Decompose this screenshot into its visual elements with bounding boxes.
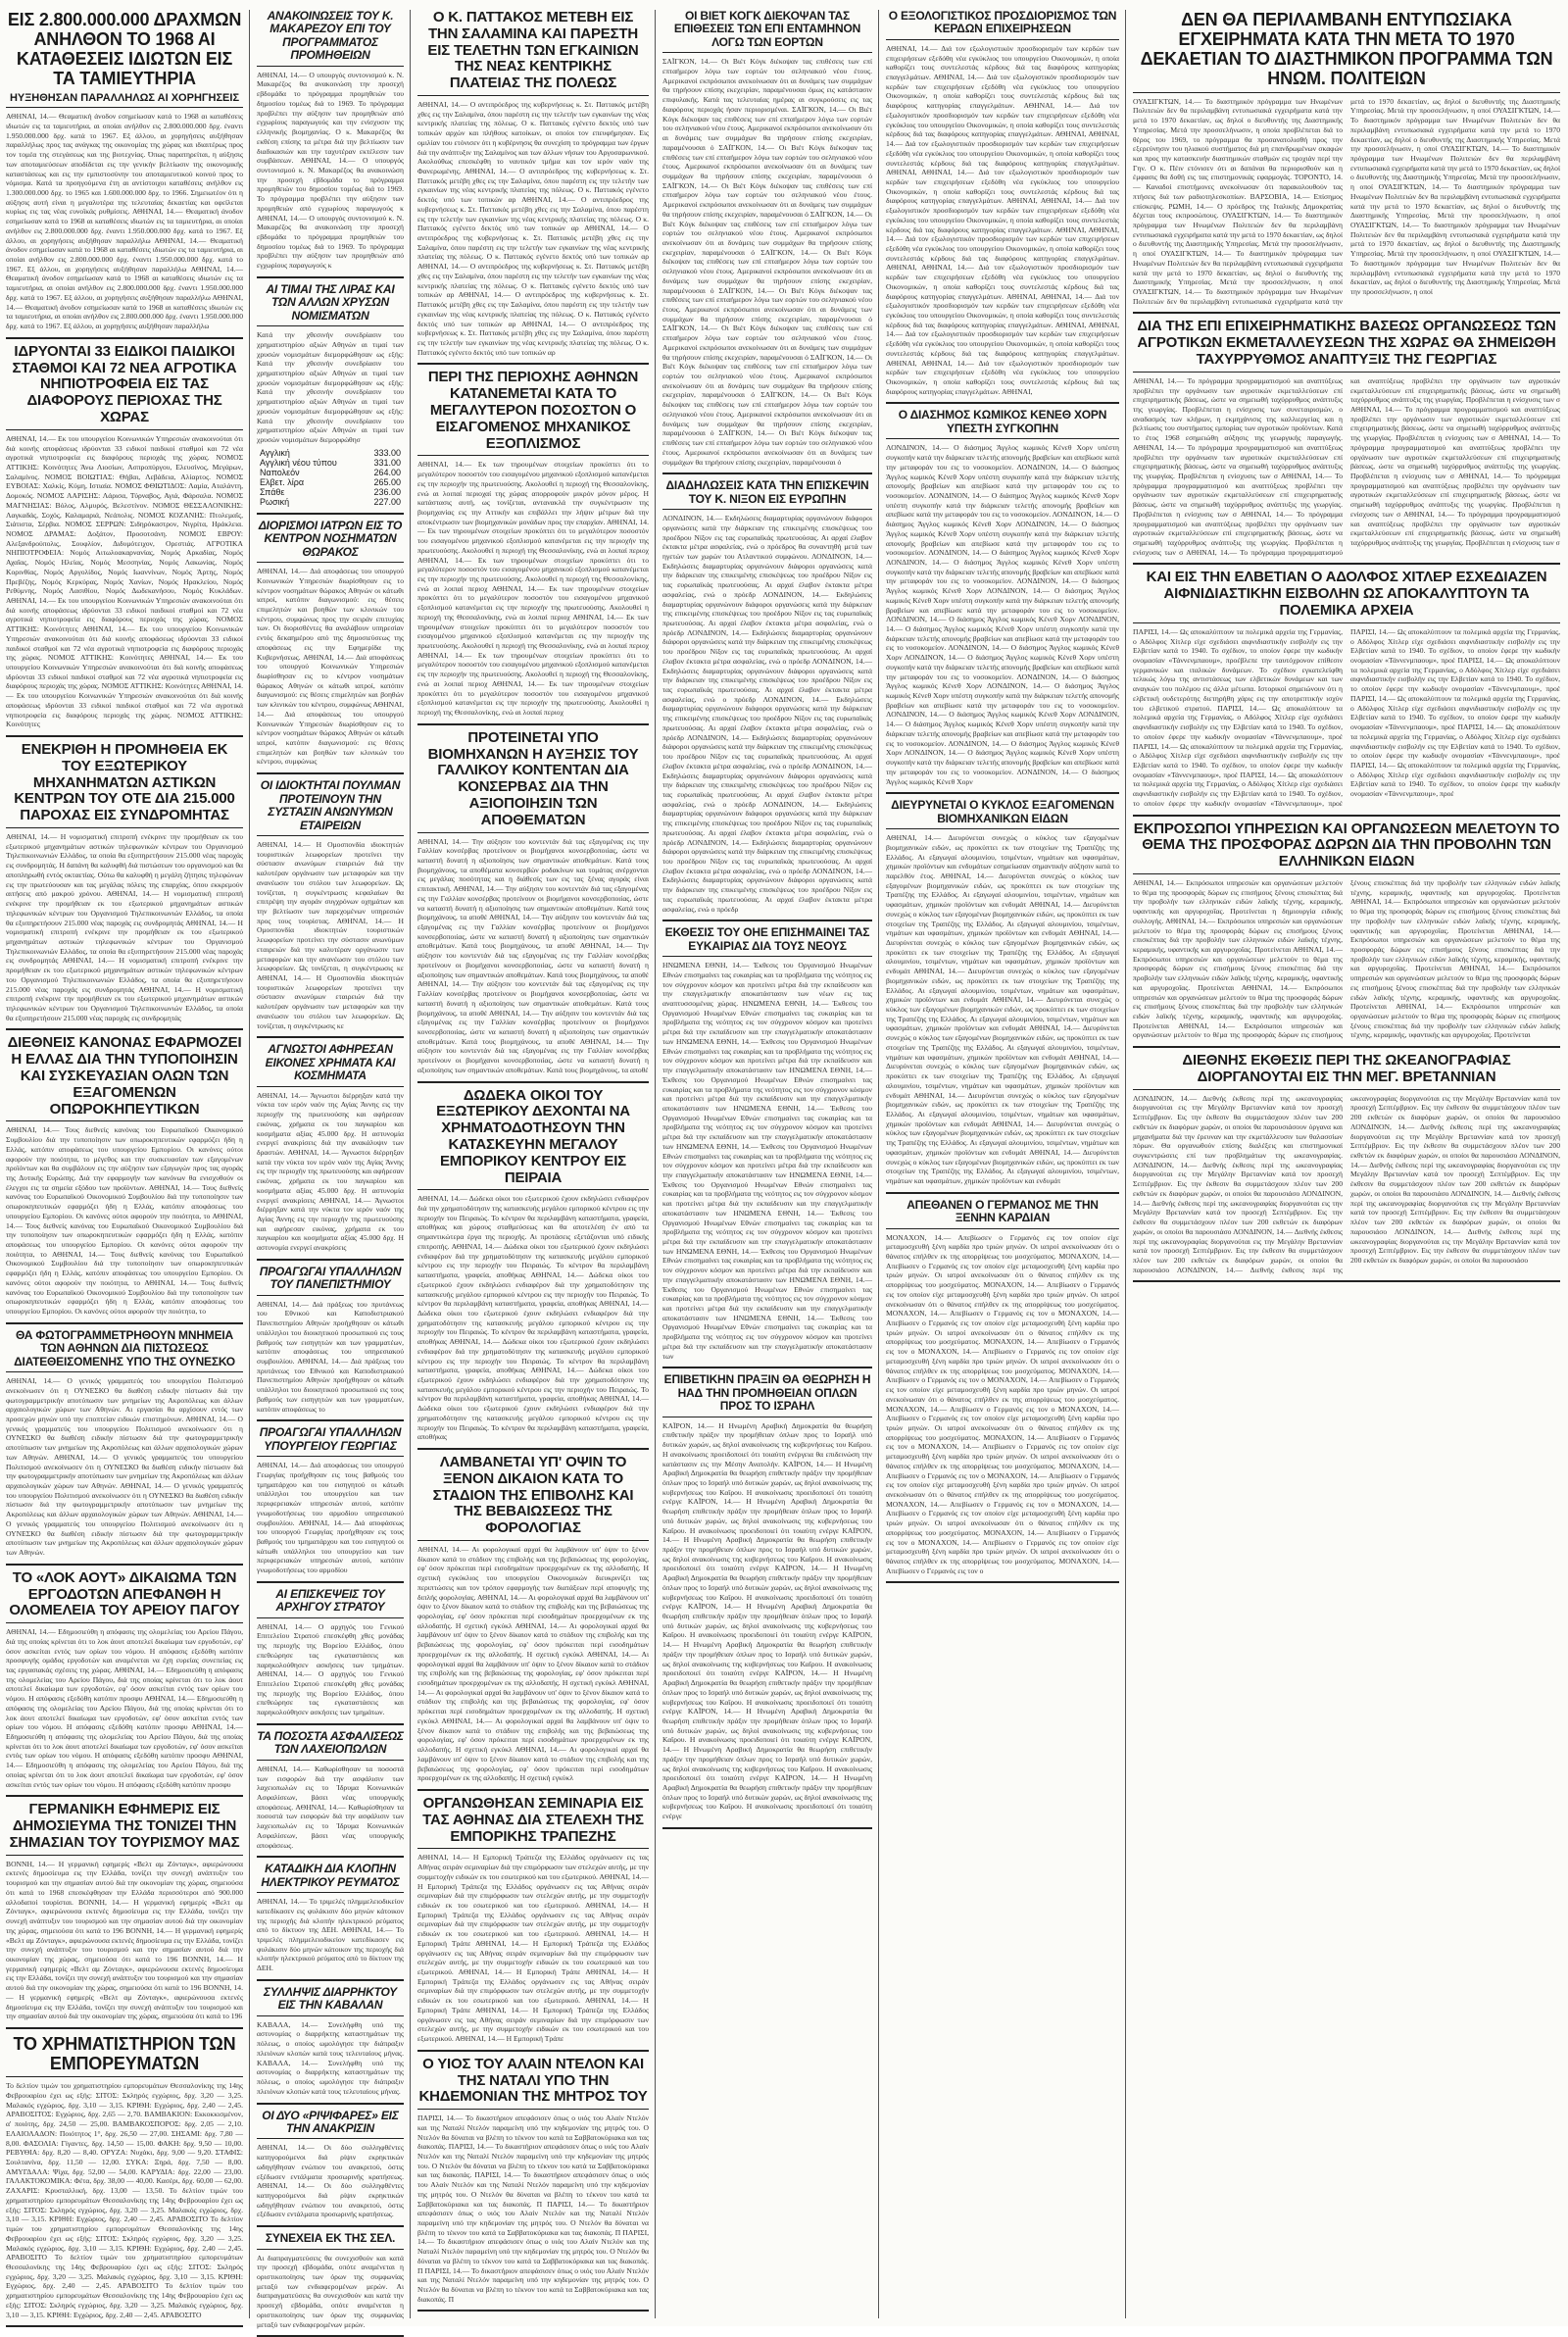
- news-article: [6, 2034, 243, 2319]
- article-separator: [6, 2027, 243, 2029]
- news-article: [257, 1426, 404, 1575]
- news-article: [257, 1986, 404, 2097]
- article-body: ΟΥΑΣΙΓΚΤΩΝ, 14.— Το διαστημικόν πρόγραμμα των Ηνωμένων Πολιτειών δεν θα περιλαμβάνη εντυπωσιακά εγχειρήματα κατά την μετά το 1970 δεκαετίαν, ως δηλοί ο διευθυντής της Διαστημικής Υπηρεσίας. Μετά την προσσελήνωσιν, η οποία προβλέπεται διά το θέρος του 1969, το πρόγραμμα θα προσανατολισθή προς την εξερεύνησιν του ηλιακού συστήματος διά μη επανδρωμένων σκαφών και προς την κατασκευήν διαστημικών σταθμών εις τροχιάν περί την Γην. Ο κ. Πέιν ετόνισεν ότι αι δαπάναι θα περιορισθούν και η έμφασις θα δοθή εις τας επιστημονικάς εφαρμογάς. ΤΟΡΟΝΤΟ, 14.— Καναδοί επιστήμονες ανεκοίνωσαν ότι παρακολουθούν τας πτήσεις διά των ραδιοτηλεσκοπίων. ΒΑΡΣΟΒΙΑ, 14.— Επίσημος επίσκεψις. ΡΩΜΗ, 14.— Ο πρόεδρος της Ιταλικής Δημοκρατίας δέχεται τους εκπροσώπους. ΟΥΑΣΙΓΚΤΩΝ, 14.— Το διαστημικόν πρόγραμμα των Ηνωμένων Πολιτειών δεν θα περιλαμβάνη εντυπωσιακά εγχειρήματα κατά την μετά το 1970 δεκαετίαν, ως δηλοί ο διευθυντής της Διαστημικής Υπηρεσίας. Μετά την προσσελήνωσιν, η οποί ΟΥΑΣΙΓΚΤΩΝ, 14.— Το διαστημικόν πρόγραμμα των Ηνωμένων Πολιτειών δεν θα περιλαμβάνη εντυπωσιακά εγχειρήματα κατά την μετά το 1970 δεκαετίαν, ως δηλοί ο διευθυντής της Διαστημικής Υπηρεσίας. Μετά την προσσελήνωσιν, η οποί ΟΥΑΣΙΓΚΤΩΝ, 14.— Το διαστημικόν πρόγραμμα των Ηνωμένων Πολιτειών δεν θα περιλαμβάνη εντυπωσιακά εγχειρήματα κατά την μετά το 1970 δεκαετίαν, ως δηλοί ο διευθυντής της Διαστημικής Υπηρεσίας. Μετά την προσσελήνωσιν, η οποί ΟΥΑΣΙΓΚΤΩΝ, 14.— Το διαστημικόν πρόγραμμα των Ηνωμένων Πολιτειών δεν θα περιλαμβάνη εντυπωσιακά εγχειρήματα κατά την μετά το 1970 δεκαετίαν, ως δηλοί ο διευθυντής της Διαστημικής Υπηρεσίας. Μετά την προσσελήνωσιν, η οποί ΟΥΑΣΙΓΚΤΩΝ, 14.— Το διαστημικόν πρόγραμμα των Ηνωμένων Πολιτειών δεν θα περιλαμβάνη εντυπωσιακά εγχειρήματα κατά την μετά το 1970 δεκαετίαν, ως δηλοί ο διευθυντής της Διαστημικής Υπηρεσίας. Μετά την προσσελήνωσιν, η οποί ΟΥΑΣΙΓΚΤΩΝ, 14.— Το διαστημικόν πρόγραμμα των Ηνωμένων Πολιτειών δεν θα περιλαμβάνη εντυπωσιακά εγχειρήματα κατά την μετά το 1970 δεκαετίαν, ως δηλοί ο διευθυντής της Διαστημικής Υπηρεσίας. Μετά την προσσελήνωσιν, η οποί ΟΥΑΣΙΓΚΤΩΝ, 14.— Το διαστημικόν πρόγραμμα των Ηνωμένων Πολιτειών δεν θα περιλαμβάνη εντυπωσιακά εγχειρήματα κατά την μετά το 1970 δεκαετίαν, ως δηλοί ο διευθυντής της Διαστημικής Υπηρεσίας. Μετά την προσσελήνωσιν, η οποί ΟΥΑΣΙΓΚΤΩΝ, 14.— Το διαστημικόν πρόγραμμα των Ηνωμένων Πολιτειών δεν θα περιλαμβάνη εντυπωσιακά εγχειρήματα κατά την μετά το 1970 δεκαετίαν, ως δηλοί ο διευθυντής της Διαστημικής Υπηρεσίας. Μετά την προσσελήνωσιν, η οποί: [1133, 96, 1560, 306]
- news-article: [257, 1730, 404, 1850]
- article-headline: ΔΙΑ ΤΗΣ ΕΠΙ ΕΠΙΧΕΙΡΗΜΑΤΙΚΗΣ ΒΑΣΕΩΣ ΟΡΓΑΝΩΣΕΩΣ ΤΩΝ ΑΓΡΟΤΙΚΩΝ ΕΚΜΕΤΑΛΛΕΥΣΕΩΝ ΤΗΣ ΧΩΡΑΣ ΘΑ ΣΗΜΕΙΩΘΗ ΤΑΧΥΡΡΥΘΜΟΣ ΑΝΑΠΤΥΞΙΣ ΤΗΣ ΓΕΩΡΓΙΑΣ: [1137, 318, 1556, 369]
- headline-rule: [257, 66, 404, 67]
- article-body: ΑΘΗΝΑΙ, 14.— Δώδεκα οίκοι του εξωτερικού έχουν εκδηλώσει ενδιαφέρον διά την χρηματοδότησιν της κατασκευής μεγάλου εμπορικού κέντρου εις την περιοχήν του Πειραιώς. Το κέντρον θα περιλαμβάνη καταστήματα, γραφεία, αποθήκας και χώρους σταθμεύσεως και θα αποτελέση έν από τα σημαντικώτερα έργα της περιοχής. Αι προτάσεις εξετάζονται υπό ειδικής επιτροπής. ΑΘΗΝΑΙ, 14.— Δώδεκα οίκοι του εξωτερικού έχουν εκδηλώσει ενδιαφέρον διά την χρηματοδότησιν της κατασκευής μεγάλου εμπορικού κέντρου εις την περιοχήν του Πειραιώς. Το κέντρον θα περιλαμβάνη καταστήματα, γραφεία, αποθήκας ΑΘΗΝΑΙ, 14.— Δώδεκα οίκοι του εξωτερικού έχουν εκδηλώσει ενδιαφέρον διά την χρηματοδότησιν της κατασκευής μεγάλου εμπορικού κέντρου εις την περιοχήν του Πειραιώς. Το κέντρον θα περιλαμβάνη καταστήματα, γραφεία, αποθήκας ΑΘΗΝΑΙ, 14.— Δώδεκα οίκοι του εξωτερικού έχουν εκδηλώσει ενδιαφέρον διά την χρηματοδότησιν της κατασκευής μεγάλου εμπορικού κέντρου εις την περιοχήν του Πειραιώς. Το κέντρον θα περιλαμβάνη καταστήματα, γραφεία, αποθήκας ΑΘΗΝΑΙ, 14.— Δώδεκα οίκοι του εξωτερικού έχουν εκδηλώσει ενδιαφέρον διά την χρηματοδότησιν της κατασκευής μεγάλου εμπορικού κέντρου εις την περιοχήν του Πειραιώς. Το κέντρον θα περιλαμβάνη καταστήματα, γραφεία, αποθήκας ΑΘΗΝΑΙ, 14.— Δώδεκα οίκοι του εξωτερικού έχουν εκδηλώσει ενδιαφέρον διά την χρηματοδότησιν της κατασκευής μεγάλου εμπορικού κέντρου εις την περιοχήν του Πειραιώς. Το κέντρον θα περιλαμβάνη καταστήματα, γραφεία, αποθήκας ΑΘΗΝΑΙ, 14.— Δώδεκα οίκοι του εξωτερικού έχουν εκδηλώσει ενδιαφέρον διά την χρηματοδότησιν της κατασκευής μεγάλου εμπορικού κέντρου εις την περιοχήν του Πειραιώς. Το κέντρον θα περιλαμβάνη καταστήματα, γραφεία, αποθήκας: [417, 1194, 649, 1442]
- article-body: ΜΟΝΑΧΟΝ, 14.— Απεβίωσεν ο Γερμανός εις τον οποίον είχε μεταμοσχευθή ξένη καρδία προ τριών μηνών. Οι ιατροί ανεκοίνωσαν ότι ο θάνατος επήλθεν εκ της απορρίψεως του μοσχεύματος. ΜΟΝΑΧΟΝ, 14.— Απεβίωσεν ο Γερμανός εις τον οποίον είχε μεταμοσχευθή ξένη καρδία προ τριών μηνών. Οι ιατροί ανεκοίνωσαν ότι ο θάνατος επήλθεν εκ της απορρίψεως του μοσχεύματος. ΜΟΝΑΧΟΝ, 14.— Απεβίωσεν ο Γερμανός εις τον οποίον είχε μεταμοσχευθή ξένη καρδία προ τριών μηνών. Οι ιατροί ανεκοίνωσαν ότι ο θάνατος επήλθεν εκ της απορρίψεως του μοσχεύματος. ΜΟΝΑΧΟΝ, 14.— Απεβίωσεν ο Γερμανός εις τον ο ΜΟΝΑΧΟΝ, 14.— Απεβίωσεν ο Γερμανός εις τον οποίον είχε μεταμοσχευθή ξένη καρδία προ τριών μηνών. Οι ιατροί ανεκοίνωσαν ότι ο θάνατος επήλθεν εκ της απορρίψεως του μοσχεύματος. ΜΟΝΑΧΟΝ, 14.— Απεβίωσεν ο Γερμανός εις τον ο ΜΟΝΑΧΟΝ, 14.— Απεβίωσεν ο Γερμανός εις τον οποίον είχε μεταμοσχευθή ξένη καρδία προ τριών μηνών. Οι ιατροί ανεκοίνωσαν ότι ο θάνατος επήλθεν εκ της απορρίψεως του μοσχεύματος. ΜΟΝΑΧΟΝ, 14.— Απεβίωσεν ο Γερμανός εις τον ο ΜΟΝΑΧΟΝ, 14.— Απεβίωσεν ο Γερμανός εις τον οποίον είχε μεταμοσχευθή ξένη καρδία προ τριών μηνών. Οι ιατροί ανεκοίνωσαν ότι ο θάνατος επήλθεν εκ της απορρίψεως του μοσχεύματος. ΜΟΝΑΧΟΝ, 14.— Απεβίωσεν ο Γερμανός εις τον ο ΜΟΝΑΧΟΝ, 14.— Απεβίωσεν ο Γερμανός εις τον οποίον είχε μεταμοσχευθή ξένη καρδία προ τριών μηνών. Οι ιατροί ανεκοίνωσαν ότι ο θάνατος επήλθεν εκ της απορρίψεως του μοσχεύματος. ΜΟΝΑΧΟΝ, 14.— Απεβίωσεν ο Γερμανός εις τον ο ΜΟΝΑΧΟΝ, 14.— Απεβίωσεν ο Γερμανός εις τον οποίον είχε μεταμοσχευθή ξένη καρδία προ τριών μηνών. Οι ιατροί ανεκοίνωσαν ότι ο θάνατος επήλθεν εκ της απορρίψεως του μοσχεύματος. ΜΟΝΑΧΟΝ, 14.— Απεβίωσεν ο Γερμανός εις τον ο ΜΟΝΑΧΟΝ, 14.— Απεβίωσεν ο Γερμανός εις τον οποίον είχε μεταμοσχευθή ξένη καρδία προ τριών μηνών. Οι ιατροί ανεκοίνωσαν ότι ο θάνατος επήλθεν εκ της απορρίψεως του μοσχεύματος. ΜΟΝΑΧΟΝ, 14.— Απεβίωσεν ο Γερμανός εις τον ο ΜΟΝΑΧΟΝ, 14.— Απεβίωσεν ο Γερμανός εις τον οποίον είχε μεταμοσχευθή ξένη καρδία προ τριών μηνών. Οι ιατροί ανεκοίνωσαν ότι ο θάνατος επήλθεν εκ της απορρίψεως του μοσχεύματος. ΜΟΝΑΧΟΝ, 14.— Απεβίωσεν ο Γερμανός εις τον ο ΜΟΝΑΧΟΝ, 14.— Απεβίωσεν ο Γερμανός εις τον οποίον είχε μεταμοσχευθή ξένη καρδία προ τριών μηνών. Οι ιατροί ανεκοίνωσαν ότι ο θάνατος επήλθεν εκ της απορρίψεως του μοσχεύματος. ΜΟΝΑΧΟΝ, 14.— Απεβίωσεν ο Γερμανός εις τον ο: [886, 1232, 1119, 1575]
- article-headline: ΕΠΙΒΕΤΙΚΗΝ ΠΡΑΞΙΝ ΘΑ ΘΕΩΡΗΣΗ Η ΗΑΔ ΤΗΝ ΠΡΟΜΗΘΕΙΑΝ ΟΠΛΩΝ ΠΡΟΣ ΤΟ ΙΣΡΑΗΛ: [663, 1372, 871, 1414]
- article-headline: ΕΝΕΚΡΙΘΗ Η ΠΡΟΜΗΘΕΙΑ ΕΚ ΤΟΥ ΕΞΩΤΕΡΙΚΟΥ ΜΗΧΑΝΗΜΑΤΩΝ ΑΣΤΙΚΩΝ ΚΕΝΤΡΩΝ ΤΟΥ ΟΤΕ ΔΙΑ 215.000 ΠΑΡΟΧΑΣ ΕΙΣ ΣΥΝΔΡΟΜΗΤΑΣ: [14, 741, 235, 824]
- article-body: Κατά την χθεσινήν συνεδρίασιν του χρηματιστηρίου αξιών Αθηνών αι τιμαί των χρυσών νομισμάτων διεμορφώθησαν ως εξής: Κατά την χθεσινήν συνεδρίασιν του χρηματιστηρίου αξιών Αθηνών αι τιμαί των χρυσών νομισμάτων διεμορφώθησαν ως εξής: Κατά την χθεσινήν συνεδρίασιν του χρηματιστηρίου αξιών Αθηνών αι τιμαί των χρυσών νομισμάτων διεμορφώθησαν ως εξής: Κατά την χθεσινήν συνεδρίασιν του χρηματιστηρίου αξιών Αθηνών αι τιμαί των χρυσών νομισμάτων διεμορφώθησ: [257, 330, 404, 445]
- headline-rule: [257, 2015, 404, 2016]
- article-body: ΑΘΗΝΑΙ, 14.— Ο αντιπρόεδρος της κυβερνήσεως κ. Στ. Παττακός μετέβη χθες εις την Σαλαμίνα, όπου παρέστη εις την τελετήν των εγκαινίων της νέας κεντρικής πλατείας της πόλεως. Ο κ. Παττακός εγένετο δεκτός υπό των τοπικών αρχών και πλήθους κατοίκων, οι οποίοι τον επευφήμησαν. Εις ομιλίαν του ετόνισεν ότι η κυβέρνησις θα συνεχίση το πρόγραμμα των έργων διά την ανάπτυξιν της Σαλαμίνος και των άλλων νήσων του Αργοσαρωνικού. Ακολούθως επεσκέφθη το ναυτικόν τμήμα και τον ιερόν ναόν της Φανερωμένης. ΑΘΗΝΑΙ, 14.— Ο αντιπρόεδρος της κυβερνήσεως κ. Στ. Παττακός μετέβη χθες εις την Σαλαμίνα, όπου παρέστη εις την τελετήν των εγκαινίων της νέας κεντρικής πλατείας της πόλεως. Ο κ. Παττακός εγένετο δεκτός υπό των τοπικών αρ ΑΘΗΝΑΙ, 14.— Ο αντιπρόεδρος της κυβερνήσεως κ. Στ. Παττακός μετέβη χθες εις την Σαλαμίνα, όπου παρέστη εις την τελετήν των εγκαινίων της νέας κεντρικής πλατείας της πόλεως. Ο κ. Παττακός εγένετο δεκτός υπό των τοπικών αρ ΑΘΗΝΑΙ, 14.— Ο αντιπρόεδρος της κυβερνήσεως κ. Στ. Παττακός μετέβη χθες εις την Σαλαμίνα, όπου παρέστη εις την τελετήν των εγκαινίων της νέας κεντρικής πλατείας της πόλεως. Ο κ. Παττακός εγένετο δεκτός υπό των τοπικών αρ ΑΘΗΝΑΙ, 14.— Ο αντιπρόεδρος της κυβερνήσεως κ. Στ. Παττακός μετέβη χθες εις την Σαλαμίνα, όπου παρέστη εις την τελετήν των εγκαινίων της νέας κεντρικής πλατείας της πόλεως. Ο κ. Παττακός εγένετο δεκτός υπό των τοπικών αρ ΑΘΗΝΑΙ, 14.— Ο αντιπρόεδρος της κυβερνήσεως κ. Στ. Παττακός μετέβη χθες εις την Σαλαμίνα, όπου παρέστη εις την τελετήν των εγκαινίων της νέας κεντρικής πλατείας της πόλεως. Ο κ. Παττακός εγένετο δεκτός υπό των τοπικών αρ ΑΘΗΝΑΙ, 14.— Ο αντιπρόεδρος της κυβερνήσεως κ. Στ. Παττακός μετέβη χθες εις την Σαλαμίνα, όπου παρέστη εις την τελετήν των εγκαινίων της νέας κεντρικής πλατείας της πόλεως. Ο κ. Παττακός εγένετο δεκτός υπό των τοπικών αρ: [417, 99, 649, 357]
- column-6: [1133, 10, 1560, 2318]
- article-body: ΑΘΗΝΑΙ, 14.— Το πρόγραμμα προγραμματισμού και αναπτύξεως προβλέπει την οργάνωσιν των αγροτικών εκμεταλλεύσεων επί επιχειρηματικής βάσεως, ώστε να σημειωθή ταχύρρυθμος ανάπτυξις της γεωργίας. Προβλέπεται η ενίσχυσις των συνεταιρισμών, ο αναδασμός των κλήρων, η εκμηχάνισις της καλλιεργείας και η βελτίωσις του συστήματος εμπορίας των αγροτικών προϊόντων. Κατά το έτος 1968 εσημειώθη αύξησις της γεωργικής παραγωγής. ΑΘΗΝΑΙ, 14.— Το πρόγραμμα προγραμματισμού και αναπτύξεως προβλέπει την οργάνωσιν των αγροτικών εκμεταλλεύσεων επί επιχειρηματικής βάσεως, ώστε να σημειωθή ταχύρρυθμος ανάπτυξις της γεωργίας. Προβλέπεται η ενίσχυσις των σ ΑΘΗΝΑΙ, 14.— Το πρόγραμμα προγραμματισμού και αναπτύξεως προβλέπει την οργάνωσιν των αγροτικών εκμεταλλεύσεων επί επιχειρηματικής βάσεως, ώστε να σημειωθή ταχύρρυθμος ανάπτυξις της γεωργίας. Προβλέπεται η ενίσχυσις των σ ΑΘΗΝΑΙ, 14.— Το πρόγραμμα προγραμματισμού και αναπτύξεως προβλέπει την οργάνωσιν των αγροτικών εκμεταλλεύσεων επί επιχειρηματικής βάσεως, ώστε να σημειωθή ταχύρρυθμος ανάπτυξις της γεωργίας. Προβλέπεται η ενίσχυσις των σ ΑΘΗΝΑΙ, 14.— Το πρόγραμμα προγραμματισμού και αναπτύξεως προβλέπει την οργάνωσιν των αγροτικών εκμεταλλεύσεων επί επιχειρηματικής βάσεως, ώστε να σημειωθή ταχύρρυθμος ανάπτυξις της γεωργίας. Προβλέπεται η ενίσχυσις των σ ΑΘΗΝΑΙ, 14.— Το πρόγραμμα προγραμματισμού και αναπτύξεως προβλέπει την οργάνωσιν των αγροτικών εκμεταλλεύσεων επί επιχειρηματικής βάσεως, ώστε να σημειωθή ταχύρρυθμος ανάπτυξις της γεωργίας. Προβλέπεται η ενίσχυσις των σ ΑΘΗΝΑΙ, 14.— Το πρόγραμμα προγραμματισμού και αναπτύξεως προβλέπει την οργάνωσιν των αγροτικών εκμεταλλεύσεων επί επιχειρηματικής βάσεως, ώστε να σημειωθή ταχύρρυθμος ανάπτυξις της γεωργίας. Προβλέπεται η ενίσχυσις των σ ΑΘΗΝΑΙ, 14.— Το πρόγραμμα προγραμματισμού και αναπτύξεως προβλέπει την οργάνωσιν των αγροτικών εκμεταλλεύσεων επί επιχειρηματικής βάσεως, ώστε να σημειωθή ταχύρρυθμος ανάπτυξις της γεωργίας. Προβλέπεται η ενίσχυσις των σ ΑΘΗΝΑΙ, 14.— Το πρόγραμμα προγραμματισμού και αναπτύξεως προβλέπει την οργάνωσιν των αγροτικών εκμεταλλεύσεων επί επιχειρηματικής βάσεως, ώστε να σημειωθή ταχύρρυθμος ανάπτυξις της γεωργίας. Προβλέπεται η ενίσχυσις των σ: [1133, 375, 1560, 557]
- article-separator: [662, 1367, 872, 1368]
- headline-rule: [257, 1617, 404, 1618]
- article-separator: [6, 2325, 243, 2327]
- news-article: [257, 2232, 404, 2329]
- article-body: ΑΘΗΝΑΙ, 14.— Διά αποφάσεως του υπουργού Κοινωνικών Υπηρεσιών διωρίσθησαν εις το κέντρον νοσημάτων θώρακος Αθηνών οι κάτωθι ιατροί, κατόπιν διαγωνισμού: εις θέσεις επιμελητών και βοηθών των κλινικών του κέντρου, συμφώνως προς την σειράν επιτυχίας των. Οι διορισθέντες θα αναλάβουν υπηρεσίαν εντός δεκαημέρου από της δημοσιεύσεως της αποφάσεως εις την Εφημερίδα της Κυβερνήσεως. ΑΘΗΝΑΙ, 14.— Διά αποφάσεως του υπουργού Κοινωνικών Υπηρεσιών διωρίσθησαν εις το κέντρον νοσημάτων θώρακος Αθηνών οι κάτωθι ιατροί, κατόπιν διαγωνισμού: εις θέσεις επιμελητών και βοηθών των κλινικών του κέντρου, συμφώνως ΑΘΗΝΑΙ, 14.— Διά αποφάσεως του υπουργού Κοινωνικών Υπηρεσιών διωρίσθησαν εις το κέντρον νοσημάτων θώρακος Αθηνών οι κάτωθι ιατροί, κατόπιν διαγωνισμού: εις θέσεις επιμελητών και βοηθών των κλινικών του κέντρου, συμφώνως: [257, 567, 404, 767]
- article-headline: ΟΡΓΑΝΩΘΗΣΑΝ ΣΕΜΙΝΑΡΙΑ ΕΙΣ ΤΑΣ ΑΘΗΝΑΣ ΔΙΑ ΣΤΕΛΕΧΗ ΤΗΣ ΕΜΠΟΡΙΚΗΣ ΤΡΑΠΕΖΗΣ: [422, 1794, 644, 1845]
- headline-rule: [257, 1295, 404, 1296]
- headline-rule: [886, 828, 1119, 829]
- article-separator: [6, 1564, 243, 1566]
- article-headline: Ο Κ. ΠΑΤΤΑΚΟΣ ΜΕΤΕΒΗ ΕΙΣ ΤΗΝ ΣΑΛΑΜΙΝΑ ΚΑΙ ΠΑΡΕΣΤΗ ΕΙΣ ΤΕΛΕΤΗΝ ΤΩΝ ΕΓΚΑΙΝΙΩΝ ΤΗΣ ΝΕΑΣ ΚΕΝΤΡΙΚΗΣ ΠΛΑΤΕΙΑΣ ΤΗΣ ΠΟΛΕΩΣ: [427, 9, 639, 92]
- article-body: ΑΘΗΝΑΙ, 14.— Άγνωστοι διέρρηξαν κατά την νύκτα τον ιερόν ναόν της Αγίας Άννης εις την περιοχήν της πρωτευούσης και αφήρεσαν εικόνας, χρήματα εκ του παγκαρίου και κοσμήματα αξίας 45.000 δρχ. Η αστυνομία ενεργεί ανακρίσεις διά την ανακάλυψιν των δραστών. ΑΘΗΝΑΙ, 14.— Άγνωστοι διέρρηξαν κατά την νύκτα τον ιερόν ναόν της Αγίας Άννης εις την περιοχήν της πρωτευούσης και αφήρεσαν εικόνας, χρήματα εκ του παγκαρίου και κοσμήματα αξίας 45.000 δρχ. Η αστυνομία ενεργεί ανακρίσεις ΑΘΗΝΑΙ, 14.— Άγνωστοι διέρρηξαν κατά την νύκτα τον ιερόν ναόν της Αγίας Άννης εις την περιοχήν της πρωτευούσης και αφήρεσαν εικόνας, χρήματα εκ του παγκαρίου και κοσμήματα αξίας 45.000 δρχ. Η αστυνομία ενεργεί ανακρίσεις: [257, 1090, 404, 1253]
- article-separator: [886, 1192, 1119, 1194]
- article-headline: ΕΙΣ 2.800.000.000 ΔΡΑΧΜΩΝ ΑΝΗΛΘΟΝ ΤΟ 1968 ΑΙ ΚΑΤΑΘΕΣΕΙΣ ΙΔΙΩΤΩΝ ΕΙΣ ΤΑ ΤΑΜΙΕΥΤΗΡΙΑ: [7, 10, 242, 89]
- article-separator: [662, 920, 872, 921]
- article-headline: ΤΟ «ΛΟΚ ΑΟΥΤ» ΔΙΚΑΙΩΜΑ ΤΩΝ ΕΡΓΟΔΟΤΩΝ ΑΠΕΦΑΝΘΗ Η ΟΛΟΜΕΛΕΙΑ ΤΟΥ ΑΡΕΙΟΥ ΠΑΓΟΥ: [9, 1568, 240, 1619]
- article-headline: ΑΙ ΤΙΜΑΙ ΤΗΣ ΛΙΡΑΣ ΚΑΙ ΤΩΝ ΑΛΛΩΝ ΧΡΥΣΩΝ ΝΟΜΙΣΜΑΤΩΝ: [266, 281, 395, 323]
- coin-price: 333.00: [373, 447, 401, 458]
- article-body: ΚΑΒΑΛΑ, 14.— Συνελήφθη υπό της αστυνομίας ο διαρρήκτης καταστημάτων της πόλεως, ο οποίος ωμολόγησε την διάπραξιν πλειόνων κλοπών κατά τους τελευταίους μήνας. ΚΑΒΑΛΑ, 14.— Συνελήφθη υπό της αστυνομίας ο διαρρήκτης καταστημάτων της πόλεως, ο οποίος ωμολόγησε την διάπραξιν πλειόνων κλοπών κατά τους τελευταίους μήνας.: [257, 2019, 404, 2096]
- article-headline: ΟΙ ΔΥΟ «ΡΙΨΙΦΑΡΕΣ» ΕΙΣ ΤΗΝ ΑΝΑΚΡΙΣΙΝ: [262, 2108, 399, 2135]
- article-headline: ΔΙΟΡΙΣΜΟΙ ΙΑΤΡΩΝ ΕΙΣ ΤΟ ΚΕΝΤΡΟΝ ΝΟΣΗΜΑΤΩΝ ΘΩΡΑΚΟΣ: [258, 518, 403, 559]
- article-body: ΑΘΗΝΑΙ, 14.— Το τριμελές πλημμελειοδικείον κατεδίκασεν εις φυλάκισιν δύο μηνών κάτοικον της περιοχής διά κλοπήν ηλεκτρικού ρεύματος από το δίκτυον της ΔΕΗ. ΑΘΗΝΑΙ, 14.— Το τριμελές πλημμελειοδικείον κατεδίκασεν εις φυλάκισιν δύο μηνών κάτοικον της περιοχής διά κλοπήν ηλεκτρικού ρεύματος από το δίκτυον της ΔΕΗ.: [257, 1897, 404, 1973]
- headline-rule: [662, 956, 872, 957]
- article-headline: ΤΟ ΧΡΗΜΑΤΙΣΤΗΡΙΟΝ ΤΩΝ ΕΜΠΟΡΕΥΜΑΤΩΝ: [13, 2033, 236, 2074]
- article-headline: Ο ΕΞΟΛΟΓΙΣΤΙΚΟΣ ΠΡΟΣΔΙΟΡΙΣΜΟΣ ΤΩΝ ΚΕΡΔΩΝ ΕΠΙΧΕΙΡΗΣΕΩΝ: [888, 9, 1117, 36]
- column-divider: [249, 10, 250, 2318]
- column-divider: [878, 10, 879, 2318]
- article-body: ΑΘΗΝΑΙ, 14.— Εκπρόσωποι υπηρεσιών και οργανώσεων μελετούν το θέμα της προσφοράς δώρων εις επισήμους ξένους επισκέπτας διά την προβολήν των ελληνικών ειδών λαϊκής τέχνης, κεραμικής, υφαντικής και αργυροχοΐας. Προτείνεται η δημιουργία ειδικής συλλογής. ΑΘΗΝΑΙ, 14.— Εκπρόσωποι υπηρεσιών και οργανώσεων μελετούν το θέμα της προσφοράς δώρων εις επισήμους ξένους επισκέπτας διά την προβολήν των ελληνικών ειδών λαϊκής τέχνης, κεραμικής, υφαντικής και αργυροχοΐας. Προτείνεται ΑΘΗΝΑΙ, 14.— Εκπρόσωποι υπηρεσιών και οργανώσεων μελετούν το θέμα της προσφοράς δώρων εις επισήμους ξένους επισκέπτας διά την προβολήν των ελληνικών ειδών λαϊκής τέχνης, κεραμικής, υφαντικής και αργυροχοΐας. Προτείνεται ΑΘΗΝΑΙ, 14.— Εκπρόσωποι υπηρεσιών και οργανώσεων μελετούν το θέμα της προσφοράς δώρων εις επισήμους ξένους επισκέπτας διά την προβολήν των ελληνικών ειδών λαϊκής τέχνης, κεραμικής, υφαντικής και αργυροχοΐας. Προτείνεται ΑΘΗΝΑΙ, 14.— Εκπρόσωποι υπηρεσιών και οργανώσεων μελετούν το θέμα της προσφοράς δώρων εις επισήμους ξένους επισκέπτας διά την προβολήν των ελληνικών ειδών λαϊκής τέχνης, κεραμικής, υφαντικής και αργυροχοΐας. Προτείνεται ΑΘΗΝΑΙ, 14.— Εκπρόσωποι υπηρεσιών και οργανώσεων μελετούν το θέμα της προσφοράς δώρων εις επισήμους ξένους επισκέπτας διά την προβολήν των ελληνικών ειδών λαϊκής τέχνης, κεραμικής, υφαντικής και αργυροχοΐας. Προτείνεται ΑΘΗΝΑΙ, 14.— Εκπρόσωποι υπηρεσιών και οργανώσεων μελετούν το θέμα της προσφοράς δώρων εις επισήμους ξένους επισκέπτας διά την προβολήν των ελληνικών ειδών λαϊκής τέχνης, κεραμικής, υφαντικής και αργυροχοΐας. Προτείνεται ΑΘΗΝΑΙ, 14.— Εκπρόσωποι υπηρεσιών και οργανώσεων μελετούν το θέμα της προσφοράς δώρων εις επισήμους ξένους επισκέπτας διά την προβολήν των ελληνικών ειδών λαϊκής τέχνης, κεραμικής, υφαντικής και αργυροχοΐας. Προτείνεται ΑΘΗΝΑΙ, 14.— Εκπρόσωποι υπηρεσιών και οργανώσεων μελετούν το θέμα της προσφοράς δώρων εις επισήμους ξένους επισκέπτας διά την προβολήν των ελληνικών ειδών λαϊκής τέχνης, κεραμικής, υφαντικής και αργυροχοΐας. Προτείνεται: [1133, 877, 1560, 1040]
- article-headline: ΑΝΑΚΟΙΝΩΣΕΙΣ ΤΟΥ Κ. ΜΑΚΑΡΕΖΟΥ ΕΠΙ ΤΟΥ ΠΡΟΓΡΑΜΜΑΤΟΣ ΠΡΟΜΗΘΕΙΩΝ: [267, 9, 394, 63]
- headline-rule: [417, 2109, 649, 2110]
- headline-rule: [257, 562, 404, 563]
- headline-rule: [257, 1456, 404, 1457]
- article-body: ΑΘΗΝΑΙ, 14.— Εκ του υπουργείου Κοινωνικών Υπηρεσιών ανακοινούται ότι διά κοινής αποφάσεως ιδρύονται 33 ειδικοί παιδικοί σταθμοί και 72 νέα αγροτικά νηπιοτροφεία εις διαφόρους περιοχάς της χώρας. ΝΟΜΟΣ ΑΤΤΙΚΗΣ: Κοινότητες Άνω Λιοσίων, Ασπροπύργου, Ελευσίνος, Μεγάρων, Σαλαμίνος. ΝΟΜΟΣ ΒΟΙΩΤΙΑΣ: Θήβαι, Λεβάδεια, Αλίαρτος. ΝΟΜΟΣ ΕΥΒΟΙΑΣ: Χαλκίς, Κύμη, Ιστιαία. ΝΟΜΟΣ ΦΘΙΩΤΙΔΟΣ: Λαμία, Αταλάντη, Δομοκός. ΝΟΜΟΣ ΛΑΡΙΣΗΣ: Λάρισα, Τύρναβος, Αγιά, Φάρσαλα. ΝΟΜΟΣ ΜΑΓΝΗΣΙΑΣ: Βόλος, Αλμυρός, Βελεστίνον. ΝΟΜΟΣ ΘΕΣΣΑΛΟΝΙΚΗΣ: Λαγκαδάς, Σοχός, Καλαμαριά, Νεάπολις. ΝΟΜΟΣ ΚΟΖΑΝΗΣ: Πτολεμαΐς, Σιάτιστα, Σέρβια. ΝΟΜΟΣ ΣΕΡΡΩΝ: Σιδηρόκαστρον, Νιγρίτα, Ηράκλεια. ΝΟΜΟΣ ΔΡΑΜΑΣ: Δοξάτον, Προσοτσάνη. ΝΟΜΟΣ ΕΒΡΟΥ: Αλεξανδρούπολις, Σουφλίον, Διδυμότειχον, Ορεστιάς. ΑΓΡΟΤΙΚΑ ΝΗΠΙΟΤΡΟΦΕΙΑ: Νομός Αιτωλοακαρνανίας, Νομός Αρκαδίας, Νομός Αχαΐας, Νομός Ηλείας, Νομός Μεσσηνίας, Νομός Λακωνίας, Νομός Κορινθίας, Νομός Αργολίδος, Νομός Ιωαννίνων, Νομός Άρτης, Νομός Πρεβέζης, Νομός Κερκύρας, Νομός Χανίων, Νομός Ηρακλείου, Νομός Ρεθύμνης, Νομός Λασιθίου, Νομός Δωδεκανήσου, Νομός Κυκλάδων. ΑΘΗΝΑΙ, 14.— Εκ του υπουργείου Κοινωνικών Υπηρεσιών ανακοινούται ότι διά κοινής αποφάσεως ιδρύονται 33 ειδικοί παιδικοί σταθμοί και 72 νέα αγροτικά νηπιοτροφεία εις διαφόρους περιοχάς της χώρας. ΝΟΜΟΣ ΑΤΤΙΚΗΣ: Κοινότητες ΑΘΗΝΑΙ, 14.— Εκ του υπουργείου Κοινωνικών Υπηρεσιών ανακοινούται ότι διά κοινής αποφάσεως ιδρύονται 33 ειδικοί παιδικοί σταθμοί και 72 νέα αγροτικά νηπιοτροφεία εις διαφόρους περιοχάς της χώρας. ΝΟΜΟΣ ΑΤΤΙΚΗΣ: Κοινότητες ΑΘΗΝΑΙ, 14.— Εκ του υπουργείου Κοινωνικών Υπηρεσιών ανακοινούται ότι διά κοινής αποφάσεως ιδρύονται 33 ειδικοί παιδικοί σταθμοί και 72 νέα αγροτικά νηπιοτροφεία εις διαφόρους περιοχάς της χώρας. ΝΟΜΟΣ ΑΤΤΙΚΗΣ: Κοινότητες ΑΘΗΝΑΙ, 14.— Εκ του υπουργείου Κοινωνικών Υπηρεσιών ανακοινούται ότι διά κοινής αποφάσεως ιδρύονται 33 ειδικοί παιδικοί σταθμοί και 72 νέα αγροτικά νηπιοτροφεία εις διαφόρους περιοχάς της χώρας. ΝΟΜΟΣ ΑΤΤΙΚΗΣ: Κοινότητες: [6, 433, 243, 729]
- news-article: [6, 1329, 243, 1558]
- headline-rule: [417, 1540, 649, 1541]
- price-row: [257, 487, 404, 497]
- article-body: ΑΘΗΝΑΙ, 14.— Η Ομοσπονδία ιδιοκτητών τουριστικών λεωφορείων προτείνει την σύστασιν ανωνύμων εταιρειών διά την καλυτέραν οργάνωσιν των μεταφορών και την ανανέωσιν του στόλου των λεωφορείων. Ως τονίζεται, η συγκέντρωσις κεφαλαίων θα επιτρέψη την αγοράν συγχρόνων οχημάτων και την βελτίωσιν των παρεχομένων υπηρεσιών προς τους τουρίστας. ΑΘΗΝΑΙ, 14.— Η Ομοσπονδία ιδιοκτητών τουριστικών λεωφορείων προτείνει την σύστασιν ανωνύμων εταιρειών διά την καλυτέραν οργάνωσιν των μεταφορών και την ανανέωσιν του στόλου των λεωφορείων. Ως τονίζεται, η συγκέντρωσις κε ΑΘΗΝΑΙ, 14.— Η Ομοσπονδία ιδιοκτητών τουριστικών λεωφορείων προτείνει την σύστασιν ανωνύμων εταιρειών διά την καλυτέραν οργάνωσιν των μεταφορών και την ανανέωσιν του στόλου των λεωφορείων. Ως τονίζεται, η συγκέντρωσις κε: [257, 839, 404, 1030]
- news-article: [417, 2057, 649, 2305]
- article-body: ΛΟΝΔΙΝΟΝ, 14.— Διεθνής έκθεσις περί της ωκεανογραφίας διοργανούται εις την Μεγάλην Βρεταννίαν κατά τον προσεχή Σεπτέμβριον. Εις την έκθεσιν θα συμμετάσχουν πλέον των 200 εκθετών εκ διαφόρων χωρών, οι οποίοι θα παρουσιάσουν όργανα και μηχανήματα διά την έρευναν και την εκμετάλλευσιν των θαλασσίων πόρων. Θα οργανωθούν επίσης διαλέξεις και επιστημονικαί συγκεντρώσεις επί των προβλημάτων της ωκεανογραφίας. ΛΟΝΔΙΝΟΝ, 14.— Διεθνής έκθεσις περί της ωκεανογραφίας διοργανούται εις την Μεγάλην Βρεταννίαν κατά τον προσεχή Σεπτέμβριον. Εις την έκθεσιν θα συμμετάσχουν πλέον των 200 εκθετών εκ διαφόρων χωρών, οι οποίοι θα παρουσιάσο ΛΟΝΔΙΝΟΝ, 14.— Διεθνής έκθεσις περί της ωκεανογραφίας διοργανούται εις την Μεγάλην Βρεταννίαν κατά τον προσεχή Σεπτέμβριον. Εις την έκθεσιν θα συμμετάσχουν πλέον των 200 εκθετών εκ διαφόρων χωρών, οι οποίοι θα παρουσιάσο ΛΟΝΔΙΝΟΝ, 14.— Διεθνής έκθεσις περί της ωκεανογραφίας διοργανούται εις την Μεγάλην Βρεταννίαν κατά τον προσεχή Σεπτέμβριον. Εις την έκθεσιν θα συμμετάσχουν πλέον των 200 εκθετών εκ διαφόρων χωρών, οι οποίοι θα παρουσιάσο ΛΟΝΔΙΝΟΝ, 14.— Διεθνής έκθεσις περί της ωκεανογραφίας διοργανούται εις την Μεγάλην Βρεταννίαν κατά τον προσεχή Σεπτέμβριον. Εις την έκθεσιν θα συμμετάσχουν πλέον των 200 εκθετών εκ διαφόρων χωρών, οι οποίοι θα παρουσιάσο ΛΟΝΔΙΝΟΝ, 14.— Διεθνής έκθεσις περί της ωκεανογραφίας διοργανούται εις την Μεγάλην Βρεταννίαν κατά τον προσεχή Σεπτέμβριον. Εις την έκθεσιν θα συμμετάσχουν πλέον των 200 εκθετών εκ διαφόρων χωρών, οι οποίοι θα παρουσιάσο ΛΟΝΔΙΝΟΝ, 14.— Διεθνής έκθεσις περί της ωκεανογραφίας διοργανούται εις την Μεγάλην Βρεταννίαν κατά τον προσεχή Σεπτέμβριον. Εις την έκθεσιν θα συμμετάσχουν πλέον των 200 εκθετών εκ διαφόρων χωρών, οι οποίοι θα παρουσιάσο ΛΟΝΔΙΝΟΝ, 14.— Διεθνής έκθεσις περί της ωκεανογραφίας διοργανούται εις την Μεγάλην Βρεταννίαν κατά τον προσεχή Σεπτέμβριον. Εις την έκθεσιν θα συμμετάσχουν πλέον των 200 εκθετών εκ διαφόρων χωρών, οι οποίοι θα παρουσιάσο ΛΟΝΔΙΝΟΝ, 14.— Διεθνής έκθεσις περί της ωκεανογραφίας διοργανούται εις την Μεγάλην Βρεταννίαν κατά τον προσεχή Σεπτέμβριον. Εις την έκθεσιν θα συμμετάσχουν πλέον των 200 εκθετών εκ διαφόρων χωρών, οι οποίοι θα παρουσιάσο: [1133, 1093, 1560, 1274]
- headline-rule: [1133, 622, 1560, 623]
- article-separator: [417, 363, 649, 365]
- article-separator: [1133, 312, 1560, 314]
- article-separator: [662, 472, 872, 474]
- article-body: ΑΘΗΝΑΙ, 14.— Διευρύνεται συνεχώς ο κύκλος των εξαγομένων βιομηχανικών ειδών, ως προκύπτει εκ των στοιχείων της Τραπέζης της Ελλάδος. Αι εξαγωγαί αλουμινίου, τσιμέντων, νημάτων και υφασμάτων, χημικών προϊόντων και ενδυμάτων εσημείωσαν σημαντικήν αύξησιν κατά το παρελθόν έτος. ΑΘΗΝΑΙ, 14.— Διευρύνεται συνεχώς ο κύκλος των εξαγομένων βιομηχανικών ειδών, ως προκύπτει εκ των στοιχείων της Τραπέζης της Ελλάδος. Αι εξαγωγαί αλουμινίου, τσιμέντων, νημάτων και υφασμάτων, χημικών προϊόντων και ενδυμάτ ΑΘΗΝΑΙ, 14.— Διευρύνεται συνεχώς ο κύκλος των εξαγομένων βιομηχανικών ειδών, ως προκύπτει εκ των στοιχείων της Τραπέζης της Ελλάδος. Αι εξαγωγαί αλουμινίου, τσιμέντων, νημάτων και υφασμάτων, χημικών προϊόντων και ενδυμάτ ΑΘΗΝΑΙ, 14.— Διευρύνεται συνεχώς ο κύκλος των εξαγομένων βιομηχανικών ειδών, ως προκύπτει εκ των στοιχείων της Τραπέζης της Ελλάδος. Αι εξαγωγαί αλουμινίου, τσιμέντων, νημάτων και υφασμάτων, χημικών προϊόντων και ενδυμάτ ΑΘΗΝΑΙ, 14.— Διευρύνεται συνεχώς ο κύκλος των εξαγομένων βιομηχανικών ειδών, ως προκύπτει εκ των στοιχείων της Τραπέζης της Ελλάδος. Αι εξαγωγαί αλουμινίου, τσιμέντων, νημάτων και υφασμάτων, χημικών προϊόντων και ενδυμάτ ΑΘΗΝΑΙ, 14.— Διευρύνεται συνεχώς ο κύκλος των εξαγομένων βιομηχανικών ειδών, ως προκύπτει εκ των στοιχείων της Τραπέζης της Ελλάδος. Αι εξαγωγαί αλουμινίου, τσιμέντων, νημάτων και υφασμάτων, χημικών προϊόντων και ενδυμάτ ΑΘΗΝΑΙ, 14.— Διευρύνεται συνεχώς ο κύκλος των εξαγομένων βιομηχανικών ειδών, ως προκύπτει εκ των στοιχείων της Τραπέζης της Ελλάδος. Αι εξαγωγαί αλουμινίου, τσιμέντων, νημάτων και υφασμάτων, χημικών προϊόντων και ενδυμάτ ΑΘΗΝΑΙ, 14.— Διευρύνεται συνεχώς ο κύκλος των εξαγομένων βιομηχανικών ειδών, ως προκύπτει εκ των στοιχείων της Τραπέζης της Ελλάδος. Αι εξαγωγαί αλουμινίου, τσιμέντων, νημάτων και υφασμάτων, χημικών προϊόντων και ενδυμάτ ΑΘΗΝΑΙ, 14.— Διευρύνεται συνεχώς ο κύκλος των εξαγομένων βιομηχανικών ειδών, ως προκύπτει εκ των στοιχείων της Τραπέζης της Ελλάδος. Αι εξαγωγαί αλουμινίου, τσιμέντων, νημάτων και υφασμάτων, χημικών προϊόντων και ενδυμάτ ΑΘΗΝΑΙ, 14.— Διευρύνεται συνεχώς ο κύκλος των εξαγομένων βιομηχανικών ειδών, ως προκύπτει εκ των στοιχείων της Τραπέζης της Ελλάδος. Αι εξαγωγαί αλουμινίου, τσιμέντων, νημάτων και υφασμάτων, χημικών προϊόντων και ενδυμάτ ΑΘΗΝΑΙ, 14.— Διευρύνεται συνεχώς ο κύκλος των εξαγομένων βιομηχανικών ειδών, ως προκύπτει εκ των στοιχείων της Τραπέζης της Ελλάδος. Αι εξαγωγαί αλουμινίου, τσιμέντων, νημάτων και υφασμάτων, χημικών προϊόντων και ενδυμάτ: [886, 833, 1119, 1185]
- article-headline: ΔΙΕΘΝΕΙΣ ΚΑΝΟΝΑΣ ΕΦΑΡΜΟΖΕΙ Η ΕΛΛΑΣ ΔΙΑ ΤΗΝ ΤΥΠΟΠΟΙΗΣΙΝ ΚΑΙ ΣΥΣΚΕΥΑΣΙΑΝ ΟΛΩΝ ΤΩΝ ΕΞΑΓΟΜΕΝΩΝ ΟΠΩΡΟΚΗΠΕΥΤΙΚΩΝ: [7, 1034, 242, 1118]
- article-separator: [417, 1789, 649, 1791]
- article-separator: [257, 1979, 404, 1981]
- column-4: [662, 10, 872, 2318]
- headline-rule: [417, 832, 649, 833]
- article-body: ΑΘΗΝΑΙ, 14.— Τους διεθνείς κανόνας του Ευρωπαϊκού Οικονομικού Συμβουλίου διά την τυποποίησιν των οπωροκηπευτικών εφαρμόζει ήδη η Ελλάς, κατόπιν αποφάσεως του υπουργείου Εμπορίου. Οι κανόνες ούτοι αφορούν την ποιότητα, το μέγεθος και την συσκευασίαν των εξαγομένων προϊόντων και θα συμβάλουν εις την αύξησιν των εξαγωγών προς τας αγοράς της Δυτικής Ευρώπης. Διά την εφαρμογήν των κανόνων θα ενισχυθούν οι έλεγχοι εις τα σημεία εξόδου των προϊόντων. ΑΘΗΝΑΙ, 14.— Τους διεθνείς κανόνας του Ευρωπαϊκού Οικονομικού Συμβουλίου διά την τυποποίησιν των οπωροκηπευτικών εφαρμόζει ήδη η Ελλάς, κατόπιν αποφάσεως του υπουργείου Εμπορίου. Οι κανόνες ούτοι αφορούν την ποιότητα, το ΑΘΗΝΑΙ, 14.— Τους διεθνείς κανόνας του Ευρωπαϊκού Οικονομικού Συμβουλίου διά την τυποποίησιν των οπωροκηπευτικών εφαρμόζει ήδη η Ελλάς, κατόπιν αποφάσεως του υπουργείου Εμπορίου. Οι κανόνες ούτοι αφορούν την ποιότητα, το ΑΘΗΝΑΙ, 14.— Τους διεθνείς κανόνας του Ευρωπαϊκού Οικονομικού Συμβουλίου διά την τυποποίησιν των οπωροκηπευτικών εφαρμόζει ήδη η Ελλάς, κατόπιν αποφάσεως του υπουργείου Εμπορίου. Οι κανόνες ούτοι αφορούν την ποιότητα, το ΑΘΗΝΑΙ, 14.— Τους διεθνείς κανόνας του Ευρωπαϊκού Οικονομικού Συμβουλίου διά την τυποποίησιν των οπωροκηπευτικών εφαρμόζει ήδη η Ελλάς, κατόπιν αποφάσεως του υπουργείου Εμπορίου. Οι κανόνες ούτοι αφορούν την ποιότητα, το: [6, 1125, 243, 1317]
- coin-price: 236.00: [373, 486, 401, 497]
- price-row: [257, 477, 404, 487]
- headline-rule: [662, 52, 872, 53]
- article-body: ΚΑΪΡΟΝ, 14.— Η Ηνωμένη Αραβική Δημοκρατία θα θεωρήση επιθετικήν πράξιν την προμήθειαν όπλων προς το Ισραήλ υπό δυτικών χωρών, ως δηλοί ανακοίνωσις της κυβερνήσεως του Καΐρου. Η ανακοίνωσις προειδοποιεί ότι τοιαύτη ενέργεια θα επιδεινώση την κατάστασιν εις την Μέσην Ανατολήν. ΚΑΪΡΟΝ, 14.— Η Ηνωμένη Αραβική Δημοκρατία θα θεωρήση επιθετικήν πράξιν την προμήθειαν όπλων προς το Ισραήλ υπό δυτικών χωρών, ως δηλοί ανακοίνωσις της κυβερνήσεως του Καΐρου. Η ανακοίνωσις προειδοποιεί ότι τοιαύτη ενέργε ΚΑΪΡΟΝ, 14.— Η Ηνωμένη Αραβική Δημοκρατία θα θεωρήση επιθετικήν πράξιν την προμήθειαν όπλων προς το Ισραήλ υπό δυτικών χωρών, ως δηλοί ανακοίνωσις της κυβερνήσεως του Καΐρου. Η ανακοίνωσις προειδοποιεί ότι τοιαύτη ενέργε ΚΑΪΡΟΝ, 14.— Η Ηνωμένη Αραβική Δημοκρατία θα θεωρήση επιθετικήν πράξιν την προμήθειαν όπλων προς το Ισραήλ υπό δυτικών χωρών, ως δηλοί ανακοίνωσις της κυβερνήσεως του Καΐρου. Η ανακοίνωσις προειδοποιεί ότι τοιαύτη ενέργε ΚΑΪΡΟΝ, 14.— Η Ηνωμένη Αραβική Δημοκρατία θα θεωρήση επιθετικήν πράξιν την προμήθειαν όπλων προς το Ισραήλ υπό δυτικών χωρών, ως δηλοί ανακοίνωσις της κυβερνήσεως του Καΐρου. Η ανακοίνωσις προειδοποιεί ότι τοιαύτη ενέργε ΚΑΪΡΟΝ, 14.— Η Ηνωμένη Αραβική Δημοκρατία θα θεωρήση επιθετικήν πράξιν την προμήθειαν όπλων προς το Ισραήλ υπό δυτικών χωρών, ως δηλοί ανακοίνωσις της κυβερνήσεως του Καΐρου. Η ανακοίνωσις προειδοποιεί ότι τοιαύτη ενέργε ΚΑΪΡΟΝ, 14.— Η Ηνωμένη Αραβική Δημοκρατία θα θεωρήση επιθετικήν πράξιν την προμήθειαν όπλων προς το Ισραήλ υπό δυτικών χωρών, ως δηλοί ανακοίνωσις της κυβερνήσεως του Καΐρου. Η ανακοίνωσις προειδοποιεί ότι τοιαύτη ενέργε ΚΑΪΡΟΝ, 14.— Η Ηνωμένη Αραβική Δημοκρατία θα θεωρήση επιθετικήν πράξιν την προμήθειαν όπλων προς το Ισραήλ υπό δυτικών χωρών, ως δηλοί ανακοίνωσις της κυβερνήσεως του Καΐρου. Η ανακοίνωσις προειδοποιεί ότι τοιαύτη ενέργε ΚΑΪΡΟΝ, 14.— Η Ηνωμένη Αραβική Δημοκρατία θα θεωρήση επιθετικήν πράξιν την προμήθειαν όπλων προς το Ισραήλ υπό δυτικών χωρών, ως δηλοί ανακοίνωσις της κυβερνήσεως του Καΐρου. Η ανακοίνωσις προειδοποιεί ότι τοιαύτη ενέργε ΚΑΪΡΟΝ, 14.— Η Ηνωμένη Αραβική Δημοκρατία θα θεωρήση επιθετικήν πράξιν την προμήθειαν όπλων προς το Ισραήλ υπό δυτικών χωρών, ως δηλοί ανακοίνωσις της κυβερνήσεως του Καΐρου. Η ανακοίνωσις προειδοποιεί ότι τοιαύτη ενέργε ΚΑΪΡΟΝ, 14.— Η Ηνωμένη Αραβική Δημοκρατία θα θεωρήση επιθετικήν πράξιν την προμήθειαν όπλων προς το Ισραήλ υπό δυτικών χωρών, ως δηλοί ανακοίνωσις της κυβερνήσεως του Καΐρου. Η ανακοίνωσις προειδοποιεί ότι τοιαύτη ενέργε: [662, 1420, 872, 1821]
- column-divider: [655, 10, 656, 2318]
- article-separator: [6, 1322, 243, 1324]
- article-headline: ΟΙ ΒΙΕΤ ΚΟΓΚ ΔΙΕΚΟΨΑΝ ΤΑΣ ΕΠΙΘΕΣΕΙΣ ΤΩΝ ΕΠΙ ΕΝΤΑΜΗΝΟΝ ΛΟΓΩ ΤΩΝ ΕΟΡΤΩΝ: [673, 9, 861, 49]
- article-separator: [257, 1856, 404, 1858]
- article-headline: ΔΙΑΔΗΛΩΣΕΙΣ ΚΑΤΑ ΤΗΝ ΕΠΙΣΚΕΨΙΝ ΤΟΥ Κ. ΝΙΞΟΝ ΕΙΣ ΕΥΡΩΠΗΝ: [665, 478, 869, 506]
- news-article: [257, 2110, 404, 2220]
- article-separator: [6, 1028, 243, 1030]
- article-body: ΑΘΗΝΑΙ, 14.— Την αύξησιν του κοντεντάν διά τας εξαγομένας εις την Γαλλίαν κονσέρβας προτείνουν οι βιομήχανοι κονσερβοποιίας, ώστε να καταστή δυνατή η αξιοποίησις των σημαντικών αποθεμάτων. Κατά τους βιομηχάνους, τα αποθέματα κονσερβών ροδακίνων και τομάτας ανέρχονται εις μεγάλας ποσότητας και η διάθεσίς των εις τας ξένας αγοράς είναι επιτακτική. ΑΘΗΝΑΙ, 14.— Την αύξησιν του κοντεντάν διά τας εξαγομένας εις την Γαλλίαν κονσέρβας προτείνουν οι βιομήχανοι κονσερβοποιίας, ώστε να καταστή δυνατή η αξιοποίησις των σημαντικών αποθεμάτων. Κατά τους βιομηχάνους, τα αποθέ ΑΘΗΝΑΙ, 14.— Την αύξησιν του κοντεντάν διά τας εξαγομένας εις την Γαλλίαν κονσέρβας προτείνουν οι βιομήχανοι κονσερβοποιίας, ώστε να καταστή δυνατή η αξιοποίησις των σημαντικών αποθεμάτων. Κατά τους βιομηχάνους, τα αποθέ ΑΘΗΝΑΙ, 14.— Την αύξησιν του κοντεντάν διά τας εξαγομένας εις την Γαλλίαν κονσέρβας προτείνουν οι βιομήχανοι κονσερβοποιίας, ώστε να καταστή δυνατή η αξιοποίησις των σημαντικών αποθεμάτων. Κατά τους βιομηχάνους, τα αποθέ ΑΘΗΝΑΙ, 14.— Την αύξησιν του κοντεντάν διά τας εξαγομένας εις την Γαλλίαν κονσέρβας προτείνουν οι βιομήχανοι κονσερβοποιίας, ώστε να καταστή δυνατή η αξιοποίησις των σημαντικών αποθεμάτων. Κατά τους βιομηχάνους, τα αποθέ ΑΘΗΝΑΙ, 14.— Την αύξησιν του κοντεντάν διά τας εξαγομένας εις την Γαλλίαν κονσέρβας προτείνουν οι βιομήχανοι κονσερβοποιίας, ώστε να καταστή δυνατή η αξιοποίησις των σημαντικών αποθεμάτων. Κατά τους βιομηχάνους, τα αποθέ ΑΘΗΝΑΙ, 14.— Την αύξησιν του κοντεντάν διά τας εξαγομένας εις την Γαλλίαν κονσέρβας προτείνουν οι βιομήχανοι κονσερβοποιίας, ώστε να καταστή δυνατή η αξιοποίησις των σημαντικών αποθεμάτων. Κατά τους βιομηχάνους, τα αποθέ: [417, 836, 649, 1074]
- headline-rule: [6, 2076, 243, 2077]
- headline-rule: [257, 1760, 404, 1761]
- article-headline: ΑΠΕΘΑΝΕΝ Ο ΓΕΡΜΑΝΟΣ ΜΕ ΤΗΝ ΞΕΝΗΝ ΚΑΡΔΙΑΝ: [906, 1197, 1099, 1225]
- article-separator: [257, 513, 404, 515]
- article-headline: ΕΚΠΡΟΣΩΠΟΙ ΥΠΗΡΕΣΙΩΝ ΚΑΙ ΟΡΓΑΝΩΣΕΩΝ ΜΕΛΕΤΟΥΝ ΤΟ ΘΕΜΑ ΤΗΣ ΠΡΟΣΦΟΡΑΣ ΔΩΡΩΝ ΔΙΑ ΤΗΝ ΠΡΟΒΟΛΗΝ ΤΩΝ ΕΛΛΗΝΙΚΩΝ ΕΙΔΩΝ: [1133, 820, 1560, 870]
- article-headline: ΑΙ ΕΠΙΣΚΕΨΕΙΣ ΤΟΥ ΑΡΧΗΓΟΥ ΣΤΡΑΤΟΥ: [275, 1586, 385, 1615]
- article-body: ΑΘΗΝΑΙ, 14.— Εδημοσιεύθη η απόφασις της ολομελείας του Αρείου Πάγου, διά της οποίας κρίνεται ότι το λοκ άουτ αποτελεί δικαίωμα των εργοδοτών, εφ' όσον ασκείται εντός των ορίων του νόμου. Η απόφασις εξεδόθη κατόπιν προσφυγής ομάδος εργοδοτών και αναμένεται να έχη ευρείας συνεπείας εις τας εργασιακάς σχέσεις της χώρας. ΑΘΗΝΑΙ, 14.— Εδημοσιεύθη η απόφασις της ολομελείας του Αρείου Πάγου, διά της οποίας κρίνεται ότι το λοκ άουτ αποτελεί δικαίωμα των εργοδοτών, εφ' όσον ασκείται εντός των ορίων του νόμου. Η απόφασις εξεδόθη κατόπιν προσφυ ΑΘΗΝΑΙ, 14.— Εδημοσιεύθη η απόφασις της ολομελείας του Αρείου Πάγου, διά της οποίας κρίνεται ότι το λοκ άουτ αποτελεί δικαίωμα των εργοδοτών, εφ' όσον ασκείται εντός των ορίων του νόμου. Η απόφασις εξεδόθη κατόπιν προσφυ ΑΘΗΝΑΙ, 14.— Εδημοσιεύθη η απόφασις της ολομελείας του Αρείου Πάγου, διά της οποίας κρίνεται ότι το λοκ άουτ αποτελεί δικαίωμα των εργοδοτών, εφ' όσον ασκείται εντός των ορίων του νόμου. Η απόφασις εξεδόθη κατόπιν προσφυ ΑΘΗΝΑΙ, 14.— Εδημοσιεύθη η απόφασις της ολομελείας του Αρείου Πάγου, διά της οποίας κρίνεται ότι το λοκ άουτ αποτελεί δικαίωμα των εργοδοτών, εφ' όσον ασκείται εντός των ορίων του νόμου. Η απόφασις εξεδόθη κατόπιν προσφυ: [6, 1627, 243, 1789]
- news-article: [1133, 1053, 1560, 1274]
- news-article: [417, 730, 649, 1075]
- coin-price: 265.00: [373, 476, 401, 487]
- article-body: ΑΘΗΝΑΙ, 14.— Ο αρχηγός του Γενικού Επιτελείου Στρατού επεσκέφθη χθες μονάδας της περιοχής της Βορείου Ελλάδος, όπου επεθεώρησε τας εγκαταστάσεις και παρηκολούθησεν ασκήσεις των τμημάτων. ΑΘΗΝΑΙ, 14.— Ο αρχηγός του Γενικού Επιτελείου Στρατού επεσκέφθη χθες μονάδας της περιοχής της Βορείου Ελλάδος, όπου επεθεώρησε τας εγκαταστάσεις και παρηκολούθησεν ασκήσεις των τμημάτων.: [257, 1621, 404, 1717]
- article-body: ΑΘΗΝΑΙ, 14.— Καθωρίσθησαν τα ποσοστά των εισφορών διά την ασφάλισιν των λαχειοπωλών εις το Ίδρυμα Κοινωνικών Ασφαλίσεων, βάσει νέας υπουργικής αποφάσεως. ΑΘΗΝΑΙ, 14.— Καθωρίσθησαν τα ποσοστά των εισφορών διά την ασφάλισιν των λαχειοπωλών εις το Ίδρυμα Κοινωνικών Ασφαλίσεων, βάσει νέας υπουργικής αποφάσεως.: [257, 1764, 404, 1850]
- article-body: Αι διαπραγματεύσεις θα συνεχισθούν και κατά την προσεχή εβδομάδα, οπότε αναμένεται η οριστικοποίησις των όρων της συμφωνίας μεταξύ των ενδιαφερομένων μερών. Αι διαπραγματεύσεις θα συνεχισθούν και κατά την προσεχή εβδομάδα, οπότε αναμένεται η οριστικοποίησις των όρων της συμφωνίας μεταξύ των ενδιαφερομένων μερών.: [257, 2253, 404, 2329]
- news-article: [257, 1588, 404, 1717]
- article-body: ΑΘΗΝΑΙ, 14.— Η νομισματική επιτροπή ενέκρινε την προμήθειαν εκ του εξωτερικού μηχανημάτων αστικών τηλεφωνικών κέντρων του Οργανισμού Τηλεπικοινωνιών Ελλάδος, τα οποία θα εξυπηρετήσουν 215.000 νέας παροχάς εις συνδρομητάς. Η δαπάνη θα καλυφθή διά πιστώσεων του οργανισμού και θα αποπληρωθή εντός οκταετίας. Ούτω θα καλυφθή η μεγάλη ζήτησις τηλεφώνων εις την πρωτεύουσαν και τας μεγάλας πόλεις της επαρχίας, όπου εκκρεμούν αιτήσεις από μακρού χρόνου. ΑΘΗΝΑΙ, 14.— Η νομισματική επιτροπή ενέκρινε την προμήθειαν εκ του εξωτερικού μηχανημάτων αστικών τηλεφωνικών κέντρων του Οργανισμού Τηλεπικοινωνιών Ελλάδος, τα οποία θα εξυπηρετήσουν 215.000 νέας παροχάς εις συνδρομητάς ΑΘΗΝΑΙ, 14.— Η νομισματική επιτροπή ενέκρινε την προμήθειαν εκ του εξωτερικού μηχανημάτων αστικών τηλεφωνικών κέντρων του Οργανισμού Τηλεπικοινωνιών Ελλάδος, τα οποία θα εξυπηρετήσουν 215.000 νέας παροχάς εις συνδρομητάς ΑΘΗΝΑΙ, 14.— Η νομισματική επιτροπή ενέκρινε την προμήθειαν εκ του εξωτερικού μηχανημάτων αστικών τηλεφωνικών κέντρων του Οργανισμού Τηλεπικοινωνιών Ελλάδος, τα οποία θα εξυπηρετήσουν 215.000 νέας παροχάς εις συνδρομητάς ΑΘΗΝΑΙ, 14.— Η νομισματική επιτροπή ενέκρινε την προμήθειαν εκ του εξωτερικού μηχανημάτων αστικών τηλεφωνικών κέντρων του Οργανισμού Τηλεπικοινωνιών Ελλάδος, τα οποία θα εξυπηρετήσουν 215.000 νέας παροχάς εις συνδρομητάς: [6, 832, 243, 1022]
- article-headline: ΔΕΝ ΘΑ ΠΕΡΙΛΑΜΒΑΝΗ ΕΝΤΥΠΩΣΙΑΚΑ ΕΓΧΕΙΡΗΜΑΤΑ ΚΑΤΑ ΤΗΝ ΜΕΤΑ ΤΟ 1970 ΔΕΚΑΕΤΙΑΝ ΤΟ ΔΙΑΣΤΗΜΙΚΟΝ ΠΡΟΓΡΑΜΜΑ ΤΩΝ ΗΝΩΜ. ΠΟΛΙΤΕΙΩΝ: [1140, 10, 1553, 89]
- article-separator: [886, 1581, 1119, 1583]
- article-body: ΗΝΩΜΕΝΑ ΕΘΝΗ, 14.— Έκθεσις του Οργανισμού Ηνωμένων Εθνών επισημαίνει τας ευκαιρίας και τα προβλήματα της νεότητος εις τον σύγχρονον κόσμον και προτείνει μέτρα διά την εκπαίδευσιν και την επαγγελματικήν αποκατάστασιν των νέων εις τας αναπτυσσομένας χώρας. ΗΝΩΜΕΝΑ ΕΘΝΗ, 14.— Έκθεσις του Οργανισμού Ηνωμένων Εθνών επισημαίνει τας ευκαιρίας και τα προβλήματα της νεότητος εις τον σύγχρονον κόσμον και προτείνει μέτρα διά την εκπαίδευσιν και την επαγγελματικήν αποκατάστασιν των ΗΝΩΜΕΝΑ ΕΘΝΗ, 14.— Έκθεσις του Οργανισμού Ηνωμένων Εθνών επισημαίνει τας ευκαιρίας και τα προβλήματα της νεότητος εις τον σύγχρονον κόσμον και προτείνει μέτρα διά την εκπαίδευσιν και την επαγγελματικήν αποκατάστασιν των ΗΝΩΜΕΝΑ ΕΘΝΗ, 14.— Έκθεσις του Οργανισμού Ηνωμένων Εθνών επισημαίνει τας ευκαιρίας και τα προβλήματα της νεότητος εις τον σύγχρονον κόσμον και προτείνει μέτρα διά την εκπαίδευσιν και την επαγγελματικήν αποκατάστασιν των ΗΝΩΜΕΝΑ ΕΘΝΗ, 14.— Έκθεσις του Οργανισμού Ηνωμένων Εθνών επισημαίνει τας ευκαιρίας και τα προβλήματα της νεότητος εις τον σύγχρονον κόσμον και προτείνει μέτρα διά την εκπαίδευσιν και την επαγγελματικήν αποκατάστασιν των ΗΝΩΜΕΝΑ ΕΘΝΗ, 14.— Έκθεσις του Οργανισμού Ηνωμένων Εθνών επισημαίνει τας ευκαιρίας και τα προβλήματα της νεότητος εις τον σύγχρονον κόσμον και προτείνει μέτρα διά την εκπαίδευσιν και την επαγγελματικήν αποκατάστασιν των ΗΝΩΜΕΝΑ ΕΘΝΗ, 14.— Έκθεσις του Οργανισμού Ηνωμένων Εθνών επισημαίνει τας ευκαιρίας και τα προβλήματα της νεότητος εις τον σύγχρονον κόσμον και προτείνει μέτρα διά την εκπαίδευσιν και την επαγγελματικήν αποκατάστασιν των ΗΝΩΜΕΝΑ ΕΘΝΗ, 14.— Έκθεσις του Οργανισμού Ηνωμένων Εθνών επισημαίνει τας ευκαιρίας και τα προβλήματα της νεότητος εις τον σύγχρονον κόσμον και προτείνει μέτρα διά την εκπαίδευσιν και την επαγγελματικήν αποκατάστασιν των ΗΝΩΜΕΝΑ ΕΘΝΗ, 14.— Έκθεσις του Οργανισμού Ηνωμένων Εθνών επισημαίνει τας ευκαιρίας και τα προβλήματα της νεότητος εις τον σύγχρονον κόσμον και προτείνει μέτρα διά την εκπαίδευσιν και την επαγγελματικήν αποκατάστασιν των ΗΝΩΜΕΝΑ ΕΘΝΗ, 14.— Έκθεσις του Οργανισμού Ηνωμένων Εθνών επισημαίνει τας ευκαιρίας και τα προβλήματα της νεότητος εις τον σύγχρονον κόσμον και προτείνει μέτρα διά την εκπαίδευσιν και την επαγγελματικήν αποκατάστασιν των ΗΝΩΜΕΝΑ ΕΘΝΗ, 14.— Έκθεσις του Οργανισμού Ηνωμένων Εθνών επισημαίνει τας ευκαιρίας και τα προβλήματα της νεότητος εις τον σύγχρονον κόσμον και προτείνει μέτρα διά την εκπαίδευσιν και την επαγγελματικήν αποκατάστασιν των: [662, 961, 872, 1361]
- article-separator: [257, 2103, 404, 2105]
- headline-rule: [257, 835, 404, 836]
- article-separator: [417, 1081, 649, 1083]
- headline-rule: [417, 455, 649, 456]
- coin-name: Αγγλική: [260, 447, 290, 458]
- headline-rule: [886, 438, 1119, 439]
- news-article: [417, 370, 649, 717]
- news-article: [886, 409, 1119, 786]
- article-headline: ΠΡΟΑΓΩΓΑΙ ΥΠΑΛΛΗΛΩΝ ΥΠΟΥΡΓΕΙΟΥ ΓΕΩΡΓΙΑΣ: [259, 1425, 402, 1453]
- news-article: [417, 10, 649, 357]
- headline-rule: [886, 1228, 1119, 1229]
- article-body: ΒΟΝΝΗ, 14.— Η γερμανική εφημερίς «Βελτ αμ Ζόνταγκ», αφιερώνουσα εκτενές δημοσίευμα εις την Ελλάδα, τονίζει την συνεχή ανάπτυξιν του τουρισμού και την σημασίαν αυτού διά την οικονομίαν της χώρας, σημειούσα ότι κατά το 1968 επεσκέφθησαν την Ελλάδα περισσότεροι από 900.000 αλλοδαποί τουρίσται. ΒΟΝΝΗ, 14.— Η γερμανική εφημερίς «Βελτ αμ Ζόνταγκ», αφιερώνουσα εκτενές δημοσίευμα εις την Ελλάδα, τονίζει την συνεχή ανάπτυξιν του τουρισμού και την σημασίαν αυτού διά την οικονομίαν της χώρας, σημειούσα ότι κατά το 196 ΒΟΝΝΗ, 14.— Η γερμανική εφημερίς «Βελτ αμ Ζόνταγκ», αφιερώνουσα εκτενές δημοσίευμα εις την Ελλάδα, τονίζει την συνεχή ανάπτυξιν του τουρισμού και την σημασίαν αυτού διά την οικονομίαν της χώρας, σημειούσα ότι κατά το 196 ΒΟΝΝΗ, 14.— Η γερμανική εφημερίς «Βελτ αμ Ζόνταγκ», αφιερώνουσα εκτενές δημοσίευμα εις την Ελλάδα, τονίζει την συνεχή ανάπτυξιν του τουρισμού και την σημασίαν αυτού διά την οικονομίαν της χώρας, σημειούσα ότι κατά το 196 ΒΟΝΝΗ, 14.— Η γερμανική εφημερίς «Βελτ αμ Ζόνταγκ», αφιερώνουσα εκτενές δημοσίευμα εις την Ελλάδα, τονίζει την συνεχή ανάπτυξιν του τουρισμού και την σημασίαν αυτού διά την οικονομίαν της χώρας, σημειούσα ότι κατά το 196: [6, 1859, 243, 2021]
- article-headline: ΙΔΡΥΟΝΤΑΙ 33 ΕΙΔΙΚΟΙ ΠΑΙΔΙΚΟΙ ΣΤΑΘΜΟΙ ΚΑΙ 72 ΝΕΑ ΑΓΡΟΤΙΚΑ ΝΗΠΙΟΤΡΟΦΕΙΑ ΕΙΣ ΤΑΣ ΔΙΑΦΟΡΟΥΣ ΠΕΡΙΟΧΑΣ ΤΗΣ ΧΩΡΑΣ: [12, 342, 237, 425]
- headline-rule: [1133, 92, 1560, 93]
- news-article: [257, 1863, 404, 1973]
- news-article: [1133, 10, 1560, 306]
- news-article: [6, 1035, 243, 1316]
- headline-rule: [1133, 1089, 1560, 1090]
- headline-rule: [417, 95, 649, 96]
- article-headline: ΕΚΘΕΣΙΣ ΤΟΥ ΟΗΕ ΕΠΙΣΗΜΑΙΝΕΙ ΤΑΣ ΕΥΚΑΙΡΙΑΣ ΔΙΑ ΤΟΥΣ ΝΕΟΥΣ: [664, 925, 870, 953]
- article-headline: ΘΑ ΦΩΤΟΓΡΑΜΜΕΤΡΗΘΟΥΝ ΜΝΗΜΕΙΑ ΤΩΝ ΑΘΗΝΩΝ ΔΙΑ ΠΙΣΤΩΣΕΩΣ ΔΙΑΤΕΘΕΙΣΟΜΕΝΗΣ ΥΠΟ ΤΗΣ ΟΥΝΕΣΚΟ: [14, 1327, 235, 1368]
- news-article: [1133, 319, 1560, 557]
- news-article: [886, 799, 1119, 1185]
- article-headline: ΠΕΡΙ ΤΗΣ ΠΕΡΙΟΧΗΣ ΑΘΗΝΩΝ ΚΑΤΑΝΕΜΕΤΑΙ ΚΑΤΑ ΤΟ ΜΕΓΑΛΥΤΕΡΟΝ ΠΟΣΟΣΤΟΝ Ο ΕΙΣΑΓΟΜΕΝΟΣ ΜΗΧΑΝΙΚΟΣ ΕΞΟΠΛΙΣΜΟΣ: [427, 369, 639, 452]
- article-body: ΑΘΗΝΑΙ, 14.— Ο γενικός γραμματεύς του υπουργείου Πολιτισμού ανεκοίνωσεν ότι η ΟΥΝΕΣΚΟ θα διαθέση ειδικήν πίστωσιν διά την φωτογραμμετρικήν αποτύπωσιν των μνημείων της Ακροπόλεως και άλλων αρχαιολογικών χώρων των Αθηνών. Αι εργασίαι θα αρχίσουν εντός των προσεχών μηνών υπό την εποπτείαν ειδικών επιστημόνων. ΑΘΗΝΑΙ, 14.— Ο γενικός γραμματεύς του υπουργείου Πολιτισμού ανεκοίνωσεν ότι η ΟΥΝΕΣΚΟ θα διαθέση ειδικήν πίστωσιν διά την φωτογραμμετρικήν αποτύπωσιν των μνημείων της Ακροπόλεως και άλλων αρχαιολογικών χώρων των Αθηνών. ΑΘΗΝΑΙ, 14.— Ο γενικός γραμματεύς του υπουργείου Πολιτισμού ανεκοίνωσεν ότι η ΟΥΝΕΣΚΟ θα διαθέση ειδικήν πίστωσιν διά την φωτογραμμετρικήν αποτύπωσιν των μνημείων της Ακροπόλεως και άλλων αρχαιολογικών χώρων των Αθηνών. ΑΘΗΝΑΙ, 14.— Ο γενικός γραμματεύς του υπουργείου Πολιτισμού ανεκοίνωσεν ότι η ΟΥΝΕΣΚΟ θα διαθέση ειδικήν πίστωσιν διά την φωτογραμμετρικήν αποτύπωσιν των μνημείων της Ακροπόλεως και άλλων αρχαιολογικών χώρων των Αθηνών. ΑΘΗΝΑΙ, 14.— Ο γενικός γραμματεύς του υπουργείου Πολιτισμού ανεκοίνωσεν ότι η ΟΥΝΕΣΚΟ θα διαθέση ειδικήν πίστωσιν διά την φωτογραμμετρικήν αποτύπωσιν των μνημείων της Ακροπόλεως και άλλων αρχαιολογικών χώρων των Αθηνών.: [6, 1376, 243, 1558]
- article-separator: [6, 337, 243, 339]
- news-article: [257, 283, 404, 507]
- price-row: [257, 468, 404, 477]
- coin-name: Αγγλική νέου τύπου: [260, 457, 337, 468]
- column-divider: [1125, 10, 1126, 2318]
- article-separator: [257, 2225, 404, 2227]
- article-headline: ΠΡΟΤΕΙΝΕΤΑΙ ΥΠΟ ΒΙΟΜΗΧΑΝΩΝ Η ΑΥΞΗΣΙΣ ΤΟΥ ΓΑΛΛΙΚΟΥ ΚΟΝΤΕΝΤΑΝ ΔΙΑ ΚΟΝΣΕΡΒΑΣ ΔΙΑ ΤΗΝ ΑΞΙΟΠΟΙΗΣΙΝ ΤΩΝ ΑΠΟΘΕΜΑΤΩΝ: [427, 728, 639, 828]
- article-headline: ΟΙ ΙΔΙΟΚΤΗΤΑΙ ΠΟΥΛΜΑΝ ΠΡΟΤΕΙΝΟΥΝ ΤΗΝ ΣΥΣΤΑΣΙΝ ΑΝΩΝΥΜΩΝ ΕΤΑΙΡΕΙΩΝ: [260, 778, 401, 832]
- news-article: [417, 1796, 649, 2044]
- article-headline: ΔΩΔΕΚΑ ΟΙΚΟΙ ΤΟΥ ΕΞΩΤΕΡΙΚΟΥ ΔΕΧΟΝΤΑΙ ΝΑ ΧΡΗΜΑΤΟΔΟΤΗΣΟΥΝ ΤΗΝ ΚΑΤΑΣΚΕΥΗΝ ΜΕΓΑΛΟΥ ΕΜΠΟΡΙΚΟΥ ΚΕΝΤΡΟΥ ΕΙΣ ΠΕΙΡΑΙΑ: [436, 1086, 630, 1186]
- price-row: [257, 458, 404, 468]
- news-article: [257, 1043, 404, 1253]
- article-body: ΑΘΗΝΑΙ, 14.— Αι φορολογικαί αρχαί θα λαμβάνουν υπ' όψιν το ξένον δίκαιον κατά το στάδιον της επιβολής και της βεβαιώσεως της φορολογίας, εφ' όσον πρόκειται περί εισοδημάτων προερχομένων εκ της αλλοδαπής. Η σχετική εγκύκλιος του υπουργείου Οικονομικών διευκρινίζει τας περιπτώσεις και τον τρόπον εφαρμογής των διατάξεων περί αποφυγής της διπλής φορολογίας. ΑΘΗΝΑΙ, 14.— Αι φορολογικαί αρχαί θα λαμβάνουν υπ' όψιν το ξένον δίκαιον κατά το στάδιον της επιβολής και της βεβαιώσεως της φορολογίας, εφ' όσον πρόκειται περί εισοδημάτων προερχομένων εκ της αλλοδαπής. Η σχετική εγκύκλ ΑΘΗΝΑΙ, 14.— Αι φορολογικαί αρχαί θα λαμβάνουν υπ' όψιν το ξένον δίκαιον κατά το στάδιον της επιβολής και της βεβαιώσεως της φορολογίας, εφ' όσον πρόκειται περί εισοδημάτων προερχομένων εκ της αλλοδαπής. Η σχετική εγκύκλ ΑΘΗΝΑΙ, 14.— Αι φορολογικαί αρχαί θα λαμβάνουν υπ' όψιν το ξένον δίκαιον κατά το στάδιον της επιβολής και της βεβαιώσεως της φορολογίας, εφ' όσον πρόκειται περί εισοδημάτων προερχομένων εκ της αλλοδαπής. Η σχετική εγκύκλ ΑΘΗΝΑΙ, 14.— Αι φορολογικαί αρχαί θα λαμβάνουν υπ' όψιν το ξένον δίκαιον κατά το στάδιον της επιβολής και της βεβαιώσεως της φορολογίας, εφ' όσον πρόκειται περί εισοδημάτων προερχομένων εκ της αλλοδαπής. Η σχετική εγκύκλ ΑΘΗΝΑΙ, 14.— Αι φορολογικαί αρχαί θα λαμβάνουν υπ' όψιν το ξένον δίκαιον κατά το στάδιον της επιβολής και της βεβαιώσεως της φορολογίας, εφ' όσον πρόκειται περί εισοδημάτων προερχομένων εκ της αλλοδαπής. Η σχετική εγκύκλ ΑΘΗΝΑΙ, 14.— Αι φορολογικαί αρχαί θα λαμβάνουν υπ' όψιν το ξένον δίκαιον κατά το στάδιον της επιβολής και της βεβαιώσεως της φορολογίας, εφ' όσον πρόκειται περί εισοδημάτων προερχομένων εκ της αλλοδαπής. Η σχετική εγκύκλ: [417, 1544, 649, 1783]
- column-5: [886, 10, 1119, 2318]
- article-body: ΛΟΝΔΙΝΟΝ, 14.— Ο διάσημος Άγγλος κωμικός Κένεθ Χορν υπέστη συγκοπήν κατά την διάρκειαν τελετής απονομής βραβείων και απεβίωσε κατά την μεταφοράν του εις το νοσοκομείον. ΛΟΝΔΙΝΟΝ, 14.— Ο διάσημος Άγγλος κωμικός Κένεθ Χορν υπέστη συγκοπήν κατά την διάρκειαν τελετής απονομής βραβείων και απεβίωσε κατά την μεταφοράν του εις το νοσοκομείον. ΛΟΝΔΙΝΟΝ, 14.— Ο διάσημος Άγγλος κωμικός Κένεθ Χορν υπέστη συγκοπήν κατά την διάρκειαν τελετής απονομής βραβείων και απεβίωσε κατά την μεταφοράν του εις το νοσοκομείον. ΛΟΝΔΙΝΟΝ, 14.— Ο διάσημος Άγγλος κωμικός Κένεθ Χορν ΛΟΝΔΙΝΟΝ, 14.— Ο διάσημος Άγγλος κωμικός Κένεθ Χορν υπέστη συγκοπήν κατά την διάρκειαν τελετής απονομής βραβείων και απεβίωσε κατά την μεταφοράν του εις το νοσοκομείον. ΛΟΝΔΙΝΟΝ, 14.— Ο διάσημος Άγγλος κωμικός Κένεθ Χορν ΛΟΝΔΙΝΟΝ, 14.— Ο διάσημος Άγγλος κωμικός Κένεθ Χορν υπέστη συγκοπήν κατά την διάρκειαν τελετής απονομής βραβείων και απεβίωσε κατά την μεταφοράν του εις το νοσοκομείον. ΛΟΝΔΙΝΟΝ, 14.— Ο διάσημος Άγγλος κωμικός Κένεθ Χορν ΛΟΝΔΙΝΟΝ, 14.— Ο διάσημος Άγγλος κωμικός Κένεθ Χορν υπέστη συγκοπήν κατά την διάρκειαν τελετής απονομής βραβείων και απεβίωσε κατά την μεταφοράν του εις το νοσοκομείον. ΛΟΝΔΙΝΟΝ, 14.— Ο διάσημος Άγγλος κωμικός Κένεθ Χορν ΛΟΝΔΙΝΟΝ, 14.— Ο διάσημος Άγγλος κωμικός Κένεθ Χορν υπέστη συγκοπήν κατά την διάρκειαν τελετής απονομής βραβείων και απεβίωσε κατά την μεταφοράν του εις το νοσοκομείον. ΛΟΝΔΙΝΟΝ, 14.— Ο διάσημος Άγγλος κωμικός Κένεθ Χορν ΛΟΝΔΙΝΟΝ, 14.— Ο διάσημος Άγγλος κωμικός Κένεθ Χορν υπέστη συγκοπήν κατά την διάρκειαν τελετής απονομής βραβείων και απεβίωσε κατά την μεταφοράν του εις το νοσοκομείον. ΛΟΝΔΙΝΟΝ, 14.— Ο διάσημος Άγγλος κωμικός Κένεθ Χορν ΛΟΝΔΙΝΟΝ, 14.— Ο διάσημος Άγγλος κωμικός Κένεθ Χορν υπέστη συγκοπήν κατά την διάρκειαν τελετής απονομής βραβείων και απεβίωσε κατά την μεταφοράν του εις το νοσοκομείον. ΛΟΝΔΙΝΟΝ, 14.— Ο διάσημος Άγγλος κωμικός Κένεθ Χορν ΛΟΝΔΙΝΟΝ, 14.— Ο διάσημος Άγγλος κωμικός Κένεθ Χορν υπέστη συγκοπήν κατά την διάρκειαν τελετής απονομής βραβείων και απεβίωσε κατά την μεταφοράν του εις το νοσοκομείον. ΛΟΝΔΙΝΟΝ, 14.— Ο διάσημος Άγγλος κωμικός Κένεθ Χορν ΛΟΝΔΙΝΟΝ, 14.— Ο διάσημος Άγγλος κωμικός Κένεθ Χορν υπέστη συγκοπήν κατά την διάρκειαν τελετής απονομής βραβείων και απεβίωσε κατά την μεταφοράν του εις το νοσοκομείον. ΛΟΝΔΙΝΟΝ, 14.— Ο διάσημος Άγγλος κωμικός Κένεθ Χορν: [886, 443, 1120, 786]
- article-headline: ΤΑ ΠΟΣΟΣΤΑ ΑΣΦΑΛΙΣΕΩΣ ΤΩΝ ΛΑΧΕΙΟΠΩΛΩΝ: [257, 1728, 404, 1757]
- headline-rule: [6, 107, 243, 108]
- column-3: [417, 10, 649, 2318]
- news-article: [662, 10, 872, 467]
- coin-price: 227.00: [373, 496, 401, 507]
- headline-rule: [1133, 372, 1560, 373]
- headline-rule: [417, 1848, 649, 1849]
- news-article: [417, 1088, 649, 1442]
- article-headline: Ο ΔΙΑΣΗΜΟΣ ΚΩΜΙΚΟΣ ΚΕΝΕΘ ΧΟΡΝ ΥΠΕΣΤΗ ΣΥΓΚΟΠΗΝ: [898, 408, 1107, 435]
- news-article: [6, 10, 243, 331]
- article-separator: [6, 1795, 243, 1797]
- article-body: ΑΘΗΝΑΙ, 14.— Διά πράξεως του πρυτάνεως του Εθνικού και Καποδιστριακού Πανεπιστημίου Αθηνών προήχθησαν οι κάτωθι υπάλληλοι του διοικητικού προσωπικού εις τους βαθμούς των εισηγητών και των γραμματέων, κατόπιν αποφάσεως του υπηρεσιακού συμβουλίου. ΑΘΗΝΑΙ, 14.— Διά πράξεως του πρυτάνεως του Εθνικού και Καποδιστριακού Πανεπιστημίου Αθηνών προήχθησαν οι κάτωθι υπάλληλοι του διοικητικού προσωπικού εις τους βαθμούς των εισηγητών και των γραμματέων, κατόπιν αποφάσεως το: [257, 1299, 404, 1414]
- headline-rule: [886, 39, 1119, 40]
- article-headline: ΓΕΡΜΑΝΙΚΗ ΕΦΗΜΕΡΙΣ ΕΙΣ ΔΗΜΟΣΙΕΥΜΑ ΤΗΣ ΤΟΝΙΖΕΙ ΤΗΝ ΣΗΜΑΣΙΑΝ ΤΟΥ ΤΟΥΡΙΣΜΟΥ ΜΑΣ: [9, 1801, 240, 1851]
- article-separator: [6, 735, 243, 737]
- news-article: [257, 779, 404, 1030]
- headline-rule: [6, 1371, 243, 1372]
- column-2: [257, 9, 404, 2329]
- article-body: ΑΘΗΝΑΙ, 14.— Θεαματική άνοδον εσημείωσαν κατά το 1968 αι καταθέσεις ιδιωτών εις τα ταμιευτήρια, αι οποίαι ανήλθον εις 2.800.000.000 δρχ. έναντι 1.950.000.000 δρχ. κατά το 1967. Εξ άλλου, αι χορηγήσεις αυξήθησαν παραλλήλως προς τας ανάγκας της οικονομίας της χώρας και ιδιαιτέρως προς τον τομέα της στεγάσεως και της βιοτεχνίας. Όπως παρατηρείται, η αύξησις των αποταμιεύσεων αποδίδεται εις την γενικήν βελτίωσιν της οικονομικής καταστάσεως και εις την εμπιστοσύνην του αποταμιευτικού κοινού προς το νόμισμα. Κατά τα προηγούμενα έτη αι αντίστοιχοι καταθέσεις ανήλθον εις 1.300.000.000 δρχ. το 1965 και 1.600.000.000 δρχ. το 1966. Σημειωτέον ότι η αύξησις αυτή είναι η μεγαλυτέρα της τελευταίας δεκαετίας και οφείλεται κυρίως εις τας νέας ευνοϊκάς ρυθμίσεις. ΑΘΗΝΑΙ, 14.— Θεαματική άνοδον εσημείωσαν κατά το 1968 αι καταθέσεις ιδιωτών εις τα ταμιευτήρια, αι οποίαι ανήλθον εις 2.800.000.000 δρχ. έναντι 1.950.000.000 δρχ. κατά το 1967. Εξ άλλου, αι χορηγήσεις αυξήθησαν παραλλήλω ΑΘΗΝΑΙ, 14.— Θεαματική άνοδον εσημείωσαν κατά το 1968 αι καταθέσεις ιδιωτών εις τα ταμιευτήρια, αι οποίαι ανήλθον εις 2.800.000.000 δρχ. έναντι 1.950.000.000 δρχ. κατά το 1967. Εξ άλλου, αι χορηγήσεις αυξήθησαν παραλλήλω ΑΘΗΝΑΙ, 14.— Θεαματική άνοδον εσημείωσαν κατά το 1968 αι καταθέσεις ιδιωτών εις τα ταμιευτήρια, αι οποίαι ανήλθον εις 2.800.000.000 δρχ. έναντι 1.950.000.000 δρχ. κατά το 1967. Εξ άλλου, αι χορηγήσεις αυξήθησαν παραλλήλω ΑΘΗΝΑΙ, 14.— Θεαματική άνοδον εσημείωσαν κατά το 1968 αι καταθέσεις ιδιωτών εις τα ταμιευτήρια, αι οποίαι ανήλθον εις 2.800.000.000 δρχ. έναντι 1.950.000.000 δρχ. κατά το 1967. Εξ άλλου, αι χορηγήσεις αυξήθησαν παραλλήλω: [6, 112, 243, 331]
- article-headline: ΣΥΝΕΧΕΙΑ ΕΚ ΤΗΣ ΣΕΛ.: [265, 2231, 396, 2246]
- headline-rule: [662, 509, 872, 510]
- article-body: ΑΘΗΝΑΙ, 14.— Οι δύο συλληφθέντες κατηγορούμενοι διά ρίψιν εκρηκτικών ωδηγήθησαν ενώπιον του ανακριτού, όστις εξέδωσεν εντάλματα προσωρινής κρατήσεως. ΑΘΗΝΑΙ, 14.— Οι δύο συλληφθέντες κατηγορούμενοι διά ρίψιν εκρηκτικών ωδηγήθησαν ενώπιον του ανακριτού, όστις εξέδωσεν εντάλματα προσωρινής κρατήσεως.: [257, 2143, 404, 2219]
- coin-price: 264.00: [373, 467, 401, 477]
- headline-rule: [6, 1622, 243, 1623]
- news-article: [6, 344, 243, 729]
- news-article: [886, 1199, 1119, 1576]
- article-separator: [257, 276, 404, 278]
- article-separator: [257, 1036, 404, 1038]
- article-body: ΑΘΗΝΑΙ, 14.— Διά αποφάσεως του υπουργού Γεωργίας προήχθησαν εις τους βαθμούς του τμηματάρχου και του εισηγητού οι κάτωθι υπάλληλοι του υπουργείου και των περιφερειακών υπηρεσιών αυτού, κατόπιν γνωμοδοτήσεως του αρμοδίου υπηρεσιακού συμβουλίου. ΑΘΗΝΑΙ, 14.— Διά αποφάσεως του υπουργού Γεωργίας προήχθησαν εις τους βαθμούς του τμηματάρχου και του εισηγητού οι κάτωθι υπάλληλοι του υπουργείου και των περιφερειακών υπηρεσιών αυτού, κατόπιν γνωμοδοτήσεως του αρμοδίου: [257, 1461, 404, 1575]
- headline-rule: [6, 429, 243, 430]
- article-headline: Ο ΥΙΟΣ ΤΟΥ ΑΛΑΙΝ ΝΤΕΛΟΝ ΚΑΙ ΤΗΣ ΝΑΤΑΛΙ ΥΠΟ ΤΗΝ ΚΗΔΕΜΟΝΙΑΝ ΤΗΣ ΜΗΤΡΟΣ ΤΟΥ: [418, 2055, 648, 2106]
- gold-price-table: [257, 448, 404, 507]
- coin-name: Ρωσική: [260, 496, 290, 507]
- price-row: [257, 448, 404, 458]
- news-article: [257, 10, 404, 271]
- news-article: [257, 520, 404, 767]
- news-article: [1133, 821, 1560, 1041]
- article-separator: [257, 1419, 404, 1421]
- article-body: ΠΑΡΙΣΙ, 14.— Ως αποκαλύπτουν τα πολεμικά αρχεία της Γερμανίας, ο Αδόλφος Χίτλερ είχε σχεδιάσει αιφνιδιαστικήν εισβολήν εις την Ελβετίαν κατά το 1940. Το σχέδιον, το οποίον έφερε την κωδικήν ονομασίαν «Τάννενμπαουμ», προέβλεπε την ταυτόχρονον επίθεσιν γερμανικών και ιταλικών δυνάμεων. Το σχέδιον εγκατελείφθη τελικώς λόγω της αντιστάσεως των ελβετικών δυνάμεων και των αναγκών του πολέμου εις άλλα μέτωπα. Ιστορικοί σημειώνουν ότι η ελβετική ουδετερότης διετηρήθη χάρις εις την αποτρεπτικήν ισχύν του ελβετικού στρατού. ΠΑΡΙΣΙ, 14.— Ως αποκαλύπτουν τα πολεμικά αρχεία της Γερμανίας, ο Αδόλφος Χίτλερ είχε σχεδιάσει αιφνιδιαστικήν εισβολήν εις την Ελβετίαν κατά το 1940. Το σχέδιον, το οποίον έφερε την κωδικήν ονομασίαν «Τάννενμπαουμ», προέ ΠΑΡΙΣΙ, 14.— Ως αποκαλύπτουν τα πολεμικά αρχεία της Γερμανίας, ο Αδόλφος Χίτλερ είχε σχεδιάσει αιφνιδιαστικήν εισβολήν εις την Ελβετίαν κατά το 1940. Το σχέδιον, το οποίον έφερε την κωδικήν ονομασίαν «Τάννενμπαουμ», προέ ΠΑΡΙΣΙ, 14.— Ως αποκαλύπτουν τα πολεμικά αρχεία της Γερμανίας, ο Αδόλφος Χίτλερ είχε σχεδιάσει αιφνιδιαστικήν εισβολήν εις την Ελβετίαν κατά το 1940. Το σχέδιον, το οποίον έφερε την κωδικήν ονομασίαν «Τάννενμπαουμ», προέ ΠΑΡΙΣΙ, 14.— Ως αποκαλύπτουν τα πολεμικά αρχεία της Γερμανίας, ο Αδόλφος Χίτλερ είχε σχεδιάσει αιφνιδιαστικήν εισβολήν εις την Ελβετίαν κατά το 1940. Το σχέδιον, το οποίον έφερε την κωδικήν ονομασίαν «Τάννενμπαουμ», προέ ΠΑΡΙΣΙ, 14.— Ως αποκαλύπτουν τα πολεμικά αρχεία της Γερμανίας, ο Αδόλφος Χίτλερ είχε σχεδιάσει αιφνιδιαστικήν εισβολήν εις την Ελβετίαν κατά το 1940. Το σχέδιον, το οποίον έφερε την κωδικήν ονομασίαν «Τάννενμπαουμ», προέ ΠΑΡΙΣΙ, 14.— Ως αποκαλύπτουν τα πολεμικά αρχεία της Γερμανίας, ο Αδόλφος Χίτλερ είχε σχεδιάσει αιφνιδιαστικήν εισβολήν εις την Ελβετίαν κατά το 1940. Το σχέδιον, το οποίον έφερε την κωδικήν ονομασίαν «Τάννενμπαουμ», προέ ΠΑΡΙΣΙ, 14.— Ως αποκαλύπτουν τα πολεμικά αρχεία της Γερμανίας, ο Αδόλφος Χίτλερ είχε σχεδιάσει αιφνιδιαστικήν εισβολήν εις την Ελβετίαν κατά το 1940. Το σχέδιον, το οποίον έφερε την κωδικήν ονομασίαν «Τάννενμπαουμ», προέ ΠΑΡΙΣΙ, 14.— Ως αποκαλύπτουν τα πολεμικά αρχεία της Γερμανίας, ο Αδόλφος Χίτλερ είχε σχεδιάσει αιφνιδιαστικήν εισβολήν εις την Ελβετίαν κατά το 1940. Το σχέδιον, το οποίον έφερε την κωδικήν ονομασίαν «Τάννενμπαουμ», προέ: [1133, 626, 1560, 808]
- article-separator: [1133, 563, 1560, 565]
- article-separator: [257, 772, 404, 774]
- article-body: Το δελτίον τιμών του χρηματιστηρίου εμπορευμάτων Θεσσαλονίκης της 14ης Φεβρουαρίου έχει ως εξής: ΣΙΤΟΣ: Σκληρός εγχώριος, δρχ. 3,20 — 3,25. Μαλακός εγχώριος, δρχ. 3,10 — 3,15. ΚΡΙΘΗ: Εγχώριος, δρχ. 2,40 — 2,45. ΑΡΑΒΟΣΙΤΟΣ: Εγχώριος, δρχ. 2,65 — 2,70. ΒΑΜΒΑΚΙΟΝ: Εκκοκκισμένον, α' ποιότης, δρχ. 24,50 — 25,00. ΒΑΜΒΑΚΟΣΠΟΡΟΣ: δρχ. 2,05 — 2,10. ΕΛΑΙΟΛΑΔΟΝ: Ποιότητος 1°, δρχ. 26,50 — 27,00. ΣΗΣΑΜΙ: δρχ. 7,80 — 8,00. ΦΑΣΟΛΙΑ: Γίγαντες, δρχ. 14,50 — 15,00. ΦΑΚΗ: δρχ. 9,50 — 10,00. ΡΕΒΥΘΙΑ: δρχ. 8,20 — 8,40. ΟΡΥΖΑ: Νυχάκι, δρχ. 9,00 — 9,20. ΣΤΑΦΙΣ: Σουλτανίνα, δρχ. 11,50 — 12,00. ΣΥΚΑ: Ξηρά, δρχ. 7,50 — 8,00. ΑΜΥΓΔΑΛΑ: Ψίχα, δρχ. 52,00 — 54,00. ΚΑΡΥΔΙΑ: δρχ. 22,00 — 23,00. ΓΑΛΑΚΤΟΚΟΜΙΚΑ: Φέτα, δρχ. 38,00 — 40,00. Κασέρι, δρχ. 60,00 — 62,00. ΖΑΧΑΡΙΣ: Κρυσταλλική, δρχ. 13,00 — 13,50. Το δελτίον τιμών του χρηματιστηρίου εμπορευμάτων Θεσσαλονίκης της 14ης Φεβρουαρίου έχει ως εξής: ΣΙΤΟΣ: Σκληρός εγχώριος, δρχ. 3,20 — 3,25. Μαλακός εγχώριος, δρχ. 3,10 — 3,15. ΚΡΙΘΗ: Εγχώριος, δρχ. 2,40 — 2,45. ΑΡΑΒΟΣΙΤΟ Το δελτίον τιμών του χρηματιστηρίου εμπορευμάτων Θεσσαλονίκης της 14ης Φεβρουαρίου έχει ως εξής: ΣΙΤΟΣ: Σκληρός εγχώριος, δρχ. 3,20 — 3,25. Μαλακός εγχώριος, δρχ. 3,10 — 3,15. ΚΡΙΘΗ: Εγχώριος, δρχ. 2,40 — 2,45. ΑΡΑΒΟΣΙΤΟ Το δελτίον τιμών του χρηματιστηρίου εμπορευμάτων Θεσσαλονίκης της 14ης Φεβρουαρίου έχει ως εξής: ΣΙΤΟΣ: Σκληρός εγχώριος, δρχ. 3,20 — 3,25. Μαλακός εγχώριος, δρχ. 3,10 — 3,15. ΚΡΙΘΗ: Εγχώριος, δρχ. 2,40 — 2,45. ΑΡΑΒΟΣΙΤΟ Το δελτίον τιμών του χρηματιστηρίου εμπορευμάτων Θεσσαλονίκης της 14ης Φεβρουαρίου έχει ως εξής: ΣΙΤΟΣ: Σκληρός εγχώριος, δρχ. 3,20 — 3,25. Μαλακός εγχώριος, δρχ. 3,10 — 3,15. ΚΡΙΘΗ: Εγχώριος, δρχ. 2,40 — 2,45. ΑΡΑΒΟΣΙΤΟ: [6, 2081, 243, 2319]
- article-headline: ΑΓΝΩΣΤΟΙ ΑΦΗΡΕΣΑΝ ΕΙΚΟΝΕΣ ΧΡΗΜΑΤΑ ΚΑΙ ΚΟΣΜΗΜΑΤΑ: [265, 1042, 396, 1083]
- article-separator: [417, 2050, 649, 2052]
- article-headline: ΚΑΤΑΔΙΚΗ ΔΙΑ ΚΛΟΠΗΝ ΗΛΕΚΤΡΙΚΟΥ ΡΕΥΜΑΤΟΣ: [261, 1862, 400, 1889]
- article-body: ΠΑΡΙΣΙ, 14.— Το δικαστήριον απεφάσισεν όπως ο υιός του Αλαίν Ντελόν και της Ναταλί Ντελόν παραμείνη υπό την κηδεμονίαν της μητρός του. Ο Ντελόν θα δύναται να βλέπη το τέκνον του κατά τα Σαββατοκύριακα και τας διακοπάς. ΠΑΡΙΣΙ, 14.— Το δικαστήριον απεφάσισεν όπως ο υιός του Αλαίν Ντελόν και της Ναταλί Ντελόν παραμείνη υπό την κηδεμονίαν της μητρός του. Ο Ντελόν θα δύναται να βλέπη το τέκνον του κατά τα Σαββατοκύριακα και τας διακοπάς. ΠΑΡΙΣΙ, 14.— Το δικαστήριον απεφάσισεν όπως ο υιός του Αλαίν Ντελόν και της Ναταλί Ντελόν παραμείνη υπό την κηδεμονίαν της μητρός του. Ο Ντελόν θα δύναται να βλέπη το τέκνον του κατά τα Σαββατοκύριακα και τας διακοπάς. Π ΠΑΡΙΣΙ, 14.— Το δικαστήριον απεφάσισεν όπως ο υιός του Αλαίν Ντελόν και της Ναταλί Ντελόν παραμείνη υπό την κηδεμονίαν της μητρός του. Ο Ντελόν θα δύναται να βλέπη το τέκνον του κατά τα Σαββατοκύριακα και τας διακοπάς. Π ΠΑΡΙΣΙ, 14.— Το δικαστήριον απεφάσισεν όπως ο υιός του Αλαίν Ντελόν και της Ναταλί Ντελόν παραμείνη υπό την κηδεμονίαν της μητρός του. Ο Ντελόν θα δύναται να βλέπη το τέκνον του κατά τα Σαββατοκύριακα και τας διακοπάς. Π ΠΑΡΙΣΙ, 14.— Το δικαστήριον απεφάσισεν όπως ο υιός του Αλαίν Ντελόν και της Ναταλί Ντελόν παραμείνη υπό την κηδεμονίαν της μητρός του. Ο Ντελόν θα δύναται να βλέπη το τέκνον του κατά τα Σαββατοκύριακα και τας διακοπάς. Π: [417, 2113, 649, 2304]
- article-separator: [417, 723, 649, 725]
- news-article: [886, 10, 1119, 396]
- coin-name: Σπάθε: [260, 486, 285, 497]
- article-separator: [257, 1259, 404, 1261]
- article-headline: ΛΑΜΒΑΝΕΤΑΙ ΥΠ' ΟΨΙΝ ΤΟ ΞΕΝΟΝ ΔΙΚΑΙΟΝ ΚΑΤΑ ΤΟ ΣΤΑΔΙΟΝ ΤΗΣ ΕΠΙΒΟΛΗΣ ΚΑΙ ΤΗΣ ΒΕΒΑΙΩΣΕΩΣ ΤΗΣ ΦΟΡΟΛΟΓΙΑΣ: [432, 1454, 634, 1537]
- column-1: [6, 10, 243, 2318]
- headline-rule: [257, 325, 404, 326]
- article-headline: ΠΡΟΑΓΩΓΑΙ ΥΠΑΛΛΗΛΩΝ ΤΟΥ ΠΑΝΕΠΙΣΤΗΜΙΟΥ: [259, 1264, 402, 1292]
- article-separator: [1133, 815, 1560, 817]
- article-body: ΑΘΗΝΑΙ, 14.— Ο υπουργός συντονισμού κ. Ν. Μακαρέζος θα ανακοινώση την προσεχή εβδομάδα το πρόγραμμα προμηθειών του δημοσίου τομέως διά το 1969. Το πρόγραμμα προβλέπει την αύξησιν των προμηθειών από εγχωρίους παραγωγούς και την ενίσχυσιν της ελληνικής βιομηχανίας. Ο κ. Μακαρέζος θα εκθέση επίσης τα μέτρα διά την βελτίωσιν των διαδικασιών και την ταχυτέραν εκτέλεσιν των συμβάσεων. ΑΘΗΝΑΙ, 14.— Ο υπουργός συντονισμού κ. Ν. Μακαρέζος θα ανακοινώση την προσεχή εβδομάδα το πρόγραμμα προμηθειών του δημοσίου τομέως διά το 1969. Το πρόγραμμα προβλέπει την αύξησιν των προμηθειών από εγχωρίους παραγωγούς κ ΑΘΗΝΑΙ, 14.— Ο υπουργός συντονισμού κ. Ν. Μακαρέζος θα ανακοινώση την προσεχή εβδομάδα το πρόγραμμα προμηθειών του δημοσίου τομέως διά το 1969. Το πρόγραμμα προβλέπει την αύξησιν των προμηθειών από εγχωρίους παραγωγούς κ: [257, 70, 404, 271]
- article-separator: [886, 792, 1119, 794]
- article-body: ΑΘΗΝΑΙ, 14.— Διά τον εξωλογιστικόν προσδιορισμόν των κερδών των επιχειρήσεων εξεδόθη νέα εγκύκλιος του υπουργείου Οικονομικών, η οποία καθορίζει τους συντελεστάς κέρδους διά τας διαφόρους κατηγορίας επαγγελμάτων. ΑΘΗΝΑΙ, 14.— Διά τον εξωλογιστικόν προσδιορισμόν των κερδών των επιχειρήσεων εξεδόθη νέα εγκύκλιος του υπουργείου Οικονομικών, η οποία καθορίζει τους συντελεστάς κέρδους διά τας διαφόρους κατηγορίας επαγγελμάτων. ΑΘΗΝΑΙ, 14.— Διά τον εξωλογιστικόν προσδιορισμόν των κερδών των επιχειρήσεων εξεδόθη νέα εγκύκλιος του υπουργείου Οικονομικών, η οποία καθορίζει τους συντελεστάς κέρδους διά τας διαφόρους κατηγορίας επαγγελμάτων. ΑΘΗΝΑΙ, ΑΘΗΝΑΙ, 14.— Διά τον εξωλογιστικόν προσδιορισμόν των κερδών των επιχειρήσεων εξεδόθη νέα εγκύκλιος του υπουργείου Οικονομικών, η οποία καθορίζει τους συντελεστάς κέρδους διά τας διαφόρους κατηγορίας επαγγελμάτων. ΑΘΗΝΑΙ, ΑΘΗΝΑΙ, 14.— Διά τον εξωλογιστικόν προσδιορισμόν των κερδών των επιχειρήσεων εξεδόθη νέα εγκύκλιος του υπουργείου Οικονομικών, η οποία καθορίζει τους συντελεστάς κέρδους διά τας διαφόρους κατηγορίας επαγγελμάτων. ΑΘΗΝΑΙ, ΑΘΗΝΑΙ, 14.— Διά τον εξωλογιστικόν προσδιορισμόν των κερδών των επιχειρήσεων εξεδόθη νέα εγκύκλιος του υπουργείου Οικονομικών, η οποία καθορίζει τους συντελεστάς κέρδους διά τας διαφόρους κατηγορίας επαγγελμάτων. ΑΘΗΝΑΙ, ΑΘΗΝΑΙ, 14.— Διά τον εξωλογιστικόν προσδιορισμόν των κερδών των επιχειρήσεων εξεδόθη νέα εγκύκλιος του υπουργείου Οικονομικών, η οποία καθορίζει τους συντελεστάς κέρδους διά τας διαφόρους κατηγορίας επαγγελμάτων. ΑΘΗΝΑΙ, ΑΘΗΝΑΙ, 14.— Διά τον εξωλογιστικόν προσδιορισμόν των κερδών των επιχειρήσεων εξεδόθη νέα εγκύκλιος του υπουργείου Οικονομικών, η οποία καθορίζει τους συντελεστάς κέρδους διά τας διαφόρους κατηγορίας επαγγελμάτων. ΑΘΗΝΑΙ, ΑΘΗΝΑΙ, 14.— Διά τον εξωλογιστικόν προσδιορισμόν των κερδών των επιχειρήσεων εξεδόθη νέα εγκύκλιος του υπουργείου Οικονομικών, η οποία καθορίζει τους συντελεστάς κέρδους διά τας διαφόρους κατηγορίας επαγγελμάτων. ΑΘΗΝΑΙ, ΑΘΗΝΑΙ, 14.— Διά τον εξωλογιστικόν προσδιορισμόν των κερδών των επιχειρήσεων εξεδόθη νέα εγκύκλιος του υπουργείου Οικονομικών, η οποία καθορίζει τους συντελεστάς κέρδους διά τας διαφόρους κατηγορίας επαγγελμάτων. ΑΘΗΝΑΙ, ΑΘΗΝΑΙ, 14.— Διά τον εξωλογιστικόν προσδιορισμόν των κερδών των επιχειρήσεων εξεδόθη νέα εγκύκλιος του υπουργείου Οικονομικών, η οποία καθορίζει τους συντελεστάς κέρδους διά τας διαφόρους κατηγορίας επαγγελμάτων. ΑΘΗΝΑΙ,: [886, 43, 1119, 396]
- article-separator: [1133, 1046, 1560, 1048]
- headline-rule: [6, 827, 243, 828]
- coin-price: 331.00: [373, 457, 401, 468]
- article-body: ΣΑΪΓΚΟΝ, 14.— Οι Βιέτ Κόγκ διέκοψαν τας επιθέσεις των επί επταήμερον λόγω των εορτών του σεληνιακού νέου έτους. Αμερικανοί εκπρόσωποι ανεκοίνωσαν ότι αι δυνάμεις των συμμάχων θα τηρήσουν επίσης εκεχειρίαν, παραμένουσαι όμως εις κατάστασιν επιφυλακής. Κατά τας τελευταίας ημέρας αι συγκρούσεις εις τας διαφόρους περιοχάς ήσαν περιορισμέναι. ΣΑΪΓΚΟΝ, 14.— Οι Βιέτ Κόγκ διέκοψαν τας επιθέσεις των επί επταήμερον λόγω των εορτών του σεληνιακού νέου έτους. Αμερικανοί εκπρόσωποι ανεκοίνωσαν ότι αι δυνάμεις των συμμάχων θα τηρήσουν επίσης εκεχειρίαν, παραμένουσαι ό ΣΑΪΓΚΟΝ, 14.— Οι Βιέτ Κόγκ διέκοψαν τας επιθέσεις των επί επταήμερον λόγω των εορτών του σεληνιακού νέου έτους. Αμερικανοί εκπρόσωποι ανεκοίνωσαν ότι αι δυνάμεις των συμμάχων θα τηρήσουν επίσης εκεχειρίαν, παραμένουσαι ό ΣΑΪΓΚΟΝ, 14.— Οι Βιέτ Κόγκ διέκοψαν τας επιθέσεις των επί επταήμερον λόγω των εορτών του σεληνιακού νέου έτους. Αμερικανοί εκπρόσωποι ανεκοίνωσαν ότι αι δυνάμεις των συμμάχων θα τηρήσουν επίσης εκεχειρίαν, παραμένουσαι ό ΣΑΪΓΚΟΝ, 14.— Οι Βιέτ Κόγκ διέκοψαν τας επιθέσεις των επί επταήμερον λόγω των εορτών του σεληνιακού νέου έτους. Αμερικανοί εκπρόσωποι ανεκοίνωσαν ότι αι δυνάμεις των συμμάχων θα τηρήσουν επίσης εκεχειρίαν, παραμένουσαι ό ΣΑΪΓΚΟΝ, 14.— Οι Βιέτ Κόγκ διέκοψαν τας επιθέσεις των επί επταήμερον λόγω των εορτών του σεληνιακού νέου έτους. Αμερικανοί εκπρόσωποι ανεκοίνωσαν ότι αι δυνάμεις των συμμάχων θα τηρήσουν επίσης εκεχειρίαν, παραμένουσαι ό ΣΑΪΓΚΟΝ, 14.— Οι Βιέτ Κόγκ διέκοψαν τας επιθέσεις των επί επταήμερον λόγω των εορτών του σεληνιακού νέου έτους. Αμερικανοί εκπρόσωποι ανεκοίνωσαν ότι αι δυνάμεις των συμμάχων θα τηρήσουν επίσης εκεχειρίαν, παραμένουσαι ό ΣΑΪΓΚΟΝ, 14.— Οι Βιέτ Κόγκ διέκοψαν τας επιθέσεις των επί επταήμερον λόγω των εορτών του σεληνιακού νέου έτους. Αμερικανοί εκπρόσωποι ανεκοίνωσαν ότι αι δυνάμεις των συμμάχων θα τηρήσουν επίσης εκεχειρίαν, παραμένουσαι ό ΣΑΪΓΚΟΝ, 14.— Οι Βιέτ Κόγκ διέκοψαν τας επιθέσεις των επί επταήμερον λόγω των εορτών του σεληνιακού νέου έτους. Αμερικανοί εκπρόσωποι ανεκοίνωσαν ότι αι δυνάμεις των συμμάχων θα τηρήσουν επίσης εκεχειρίαν, παραμένουσαι ό ΣΑΪΓΚΟΝ, 14.— Οι Βιέτ Κόγκ διέκοψαν τας επιθέσεις των επί επταήμερον λόγω των εορτών του σεληνιακού νέου έτους. Αμερικανοί εκπρόσωποι ανεκοίνωσαν ότι αι δυνάμεις των συμμάχων θα τηρήσουν επίσης εκεχειρίαν, παραμένουσαι ό ΣΑΪΓΚΟΝ, 14.— Οι Βιέτ Κόγκ διέκοψαν τας επιθέσεις των επί επταήμερον λόγω των εορτών του σεληνιακού νέου έτους. Αμερικανοί εκπρόσωποι ανεκοίνωσαν ότι αι δυνάμεις των συμμάχων θα τηρήσουν επίσης εκεχειρίαν, παραμένουσαι ό: [662, 57, 872, 467]
- article-headline: ΔΙΕΘΝΗΣ ΕΚΘΕΣΙΣ ΠΕΡΙ ΤΗΣ ΩΚΕΑΝΟΓΡΑΦΙΑΣ ΔΙΟΡΓΑΝΟΥΤΑΙ ΕΙΣ ΤΗΝ ΜΕΓ. ΒΡΕΤΑΝΝΙΑΝ: [1182, 1052, 1511, 1085]
- article-body: ΛΟΝΔΙΝΟΝ, 14.— Εκδηλώσεις διαμαρτυρίας οργανώνουν διάφοροι οργανώσεις κατά την διάρκειαν της επικειμένης επισκέψεως του προέδρου Νίξον εις τας ευρωπαϊκάς πρωτευούσας. Αι αρχαί έλαβον έκτακτα μέτρα ασφαλείας, ενώ ο πρόεδρος θα συναντηθή μετά των ηγετών των χωρών του Ατλαντικού συμφώνου. ΛΟΝΔΙΝΟΝ, 14.— Εκδηλώσεις διαμαρτυρίας οργανώνουν διάφοροι οργανώσεις κατά την διάρκειαν της επικειμένης επισκέψεως του προέδρου Νίξον εις τας ευρωπαϊκάς πρωτευούσας. Αι αρχαί έλαβον έκτακτα μέτρα ασφαλείας, ενώ ο πρόεδρ ΛΟΝΔΙΝΟΝ, 14.— Εκδηλώσεις διαμαρτυρίας οργανώνουν διάφοροι οργανώσεις κατά την διάρκειαν της επικειμένης επισκέψεως του προέδρου Νίξον εις τας ευρωπαϊκάς πρωτευούσας. Αι αρχαί έλαβον έκτακτα μέτρα ασφαλείας, ενώ ο πρόεδρ ΛΟΝΔΙΝΟΝ, 14.— Εκδηλώσεις διαμαρτυρίας οργανώνουν διάφοροι οργανώσεις κατά την διάρκειαν της επικειμένης επισκέψεως του προέδρου Νίξον εις τας ευρωπαϊκάς πρωτευούσας. Αι αρχαί έλαβον έκτακτα μέτρα ασφαλείας, ενώ ο πρόεδρ ΛΟΝΔΙΝΟΝ, 14.— Εκδηλώσεις διαμαρτυρίας οργανώνουν διάφοροι οργανώσεις κατά την διάρκειαν της επικειμένης επισκέψεως του προέδρου Νίξον εις τας ευρωπαϊκάς πρωτευούσας. Αι αρχαί έλαβον έκτακτα μέτρα ασφαλείας, ενώ ο πρόεδρ ΛΟΝΔΙΝΟΝ, 14.— Εκδηλώσεις διαμαρτυρίας οργανώνουν διάφοροι οργανώσεις κατά την διάρκειαν της επικειμένης επισκέψεως του προέδρου Νίξον εις τας ευρωπαϊκάς πρωτευούσας. Αι αρχαί έλαβον έκτακτα μέτρα ασφαλείας, ενώ ο πρόεδρ ΛΟΝΔΙΝΟΝ, 14.— Εκδηλώσεις διαμαρτυρίας οργανώνουν διάφοροι οργανώσεις κατά την διάρκειαν της επικειμένης επισκέψεως του προέδρου Νίξον εις τας ευρωπαϊκάς πρωτευούσας. Αι αρχαί έλαβον έκτακτα μέτρα ασφαλείας, ενώ ο πρόεδρ ΛΟΝΔΙΝΟΝ, 14.— Εκδηλώσεις διαμαρτυρίας οργανώνουν διάφοροι οργανώσεις κατά την διάρκειαν της επικειμένης επισκέψεως του προέδρου Νίξον εις τας ευρωπαϊκάς πρωτευούσας. Αι αρχαί έλαβον έκτακτα μέτρα ασφαλείας, ενώ ο πρόεδρ ΛΟΝΔΙΝΟΝ, 14.— Εκδηλώσεις διαμαρτυρίας οργανώνουν διάφοροι οργανώσεις κατά την διάρκειαν της επικειμένης επισκέψεως του προέδρου Νίξον εις τας ευρωπαϊκάς πρωτευούσας. Αι αρχαί έλαβον έκτακτα μέτρα ασφαλείας, ενώ ο πρόεδρ ΛΟΝΔΙΝΟΝ, 14.— Εκδηλώσεις διαμαρτυρίας οργανώνουν διάφοροι οργανώσεις κατά την διάρκειαν της επικειμένης επισκέψεως του προέδρου Νίξον εις τας ευρωπαϊκάς πρωτευούσας. Αι αρχαί έλαβον έκτακτα μέτρα ασφαλείας, ενώ ο πρόεδρ ΛΟΝΔΙΝΟΝ, 14.— Εκδηλώσεις διαμαρτυρίας οργανώνουν διάφοροι οργανώσεις κατά την διάρκειαν της επικειμένης επισκέψεως του προέδρου Νίξον εις τας ευρωπαϊκάς πρωτευούσας. Αι αρχαί έλαβον έκτακτα μέτρα ασφαλείας, ενώ ο πρόεδρ: [662, 514, 872, 914]
- news-article: [1133, 570, 1560, 808]
- price-row: [257, 497, 404, 507]
- news-article: [417, 1455, 649, 1783]
- headline-rule: [257, 2138, 404, 2139]
- article-separator: [257, 1581, 404, 1583]
- news-article: [6, 1570, 243, 1790]
- news-article: [662, 1373, 872, 1821]
- headline-rule: [1133, 873, 1560, 874]
- coin-name: Ελβετ. λίρα: [260, 476, 305, 487]
- headline-rule: [257, 1892, 404, 1893]
- article-subheadline: ΗΥΞΗΘΗΣΑΝ ΠΑΡΑΛΛΗΛΩΣ ΑΙ ΧΟΡΗΓΗΣΕΙΣ: [9, 91, 240, 104]
- article-headline: ΚΑΙ ΕΙΣ ΤΗΝ ΕΛΒΕΤΙΑΝ Ο ΑΔΟΛΦΟΣ ΧΙΤΛΕΡ ΕΣΧΕΔΙΑΖΕΝ ΑΙΦΝΙΔΙΑΣΤΙΚΗΝ ΕΙΣΒΟΛΗΝ ΩΣ ΑΠΟΚΑΛΥΠΤΟΥΝ ΤΑ ΠΟΛΕΜΙΚΑ ΑΡΧΕΙΑ: [1146, 569, 1547, 620]
- headline-rule: [6, 1120, 243, 1121]
- news-article: [662, 479, 872, 914]
- article-separator: [886, 402, 1119, 404]
- article-headline: ΔΙΕΥΡΥΝΕΤΑΙ Ο ΚΥΚΛΟΣ ΕΞΑΓΟΜΕΝΩΝ ΒΙΟΜΗΧΑΝΙΚΩΝ ΕΙΔΩΝ: [891, 798, 1114, 825]
- article-separator: [662, 1827, 872, 1829]
- headline-rule: [417, 1189, 649, 1190]
- headline-rule: [6, 1855, 243, 1856]
- coin-name: Ναπολεόν: [260, 467, 300, 477]
- column-divider: [410, 10, 411, 2318]
- news-article: [6, 742, 243, 1022]
- article-headline: ΣΥΛΛΗΨΙΣ ΔΙΑΡΡΗΚΤΟΥ ΕΙΣ ΤΗΝ ΚΑΒΑΛΑΝ: [264, 1984, 397, 2013]
- news-article: [662, 926, 872, 1361]
- headline-rule: [257, 2249, 404, 2250]
- article-separator: [417, 1448, 649, 1450]
- article-separator: [257, 1723, 404, 1725]
- article-separator: [1133, 1280, 1560, 1282]
- headline-rule: [257, 1086, 404, 1087]
- news-article: [257, 1266, 404, 1415]
- article-body: ΑΘΗΝΑΙ, 14.— Εκ των τηρουμένων στοιχείων προκύπτει ότι το μεγαλύτερον ποσοστόν του εισαγομένου μηχανικού εξοπλισμού κατανέμεται εις την περιοχήν της πρωτευούσης. Ακολουθεί η περιοχή της Θεσσαλονίκης, ενώ αι λοιπαί περιοχαί της χώρας απορροφούν μικρόν μόνον μέρος. Η κατάστασις αυτή, ως τονίζεται, αντανακλά την συγκέντρωσιν της βιομηχανίας εις την Αττικήν και επιβάλλει την λήψιν μέτρων διά την αποκέντρωσιν των βιομηχανικών μονάδων προς την επαρχίαν. ΑΘΗΝΑΙ, 14.— Εκ των τηρουμένων στοιχείων προκύπτει ότι το μεγαλύτερον ποσοστόν του εισαγομένου μηχανικού εξοπλισμού κατανέμεται εις την περιοχήν της πρωτευούσης. Ακολουθεί η περιοχή της Θεσσαλονίκης, ενώ αι λοιπαί περιοχ ΑΘΗΝΑΙ, 14.— Εκ των τηρουμένων στοιχείων προκύπτει ότι το μεγαλύτερον ποσοστόν του εισαγομένου μηχανικού εξοπλισμού κατανέμεται εις την περιοχήν της πρωτευούσης. Ακολουθεί η περιοχή της Θεσσαλονίκης, ενώ αι λοιπαί περιοχ ΑΘΗΝΑΙ, 14.— Εκ των τηρουμένων στοιχείων προκύπτει ότι το μεγαλύτερον ποσοστόν του εισαγομένου μηχανικού εξοπλισμού κατανέμεται εις την περιοχήν της πρωτευούσης. Ακολουθεί η περιοχή της Θεσσαλονίκης, ενώ αι λοιπαί περιοχ ΑΘΗΝΑΙ, 14.— Εκ των τηρουμένων στοιχείων προκύπτει ότι το μεγαλύτερον ποσοστόν του εισαγομένου μηχανικού εξοπλισμού κατανέμεται εις την περιοχήν της πρωτευούσης. Ακολουθεί η περιοχή της Θεσσαλονίκης, ενώ αι λοιπαί περιοχ ΑΘΗΝΑΙ, 14.— Εκ των τηρουμένων στοιχείων προκύπτει ότι το μεγαλύτερον ποσοστόν του εισαγομένου μηχανικού εξοπλισμού κατανέμεται εις την περιοχήν της πρωτευούσης. Ακολουθεί η περιοχή της Θεσσαλονίκης, ενώ αι λοιπαί περιοχ ΑΘΗΝΑΙ, 14.— Εκ των τηρουμένων στοιχείων προκύπτει ότι το μεγαλύτερον ποσοστόν του εισαγομένου μηχανικού εξοπλισμού κατανέμεται εις την περιοχήν της πρωτευούσης. Ακολουθεί η περιοχή της Θεσσαλονίκης, ενώ αι λοιπαί περιοχ: [417, 460, 649, 718]
- article-separator: [417, 2310, 649, 2312]
- news-article: [6, 1802, 243, 2021]
- article-body: ΑΘΗΝΑΙ, 14.— Η Εμπορική Τράπεζα της Ελλάδος οργάνωσεν εις τας Αθήνας σειράν σεμιναρίων διά την επιμόρφωσιν των στελεχών αυτής, με την συμμετοχήν ειδικών εκ του εσωτερικού και του εξωτερικού. ΑΘΗΝΑΙ, 14.— Η Εμπορική Τράπεζα της Ελλάδος οργάνωσεν εις τας Αθήνας σειράν σεμιναρίων διά την επιμόρφωσιν των στελεχών αυτής, με την συμμετοχήν ειδικών εκ του εσωτερικού και του εξωτερικού. ΑΘΗΝΑΙ, 14.— Η Εμπορική Τράπεζα της Ελλάδος οργάνωσεν εις τας Αθήνας σειράν σεμιναρίων διά την επιμόρφωσιν των στελεχών αυτής, με την συμμετοχήν ειδικών εκ του εσωτερικού και του εξωτερικού. ΑΘΗΝΑΙ, 14.— Η Εμπορική Τράπε ΑΘΗΝΑΙ, 14.— Η Εμπορική Τράπεζα της Ελλάδος οργάνωσεν εις τας Αθήνας σειράν σεμιναρίων διά την επιμόρφωσιν των στελεχών αυτής, με την συμμετοχήν ειδικών εκ του εσωτερικού και του εξωτερικού. ΑΘΗΝΑΙ, 14.— Η Εμπορική Τράπε ΑΘΗΝΑΙ, 14.— Η Εμπορική Τράπεζα της Ελλάδος οργάνωσεν εις τας Αθήνας σειράν σεμιναρίων διά την επιμόρφωσιν των στελεχών αυτής, με την συμμετοχήν ειδικών εκ του εσωτερικού και του εξωτερικού. ΑΘΗΝΑΙ, 14.— Η Εμπορική Τράπε ΑΘΗΝΑΙ, 14.— Η Εμπορική Τράπεζα της Ελλάδος οργάνωσεν εις τας Αθήνας σειράν σεμιναρίων διά την επιμόρφωσιν των στελεχών αυτής, με την συμμετοχήν ειδικών εκ του εσωτερικού και του εξωτερικού. ΑΘΗΝΑΙ, 14.— Η Εμπορική Τράπε: [417, 1853, 649, 2043]
